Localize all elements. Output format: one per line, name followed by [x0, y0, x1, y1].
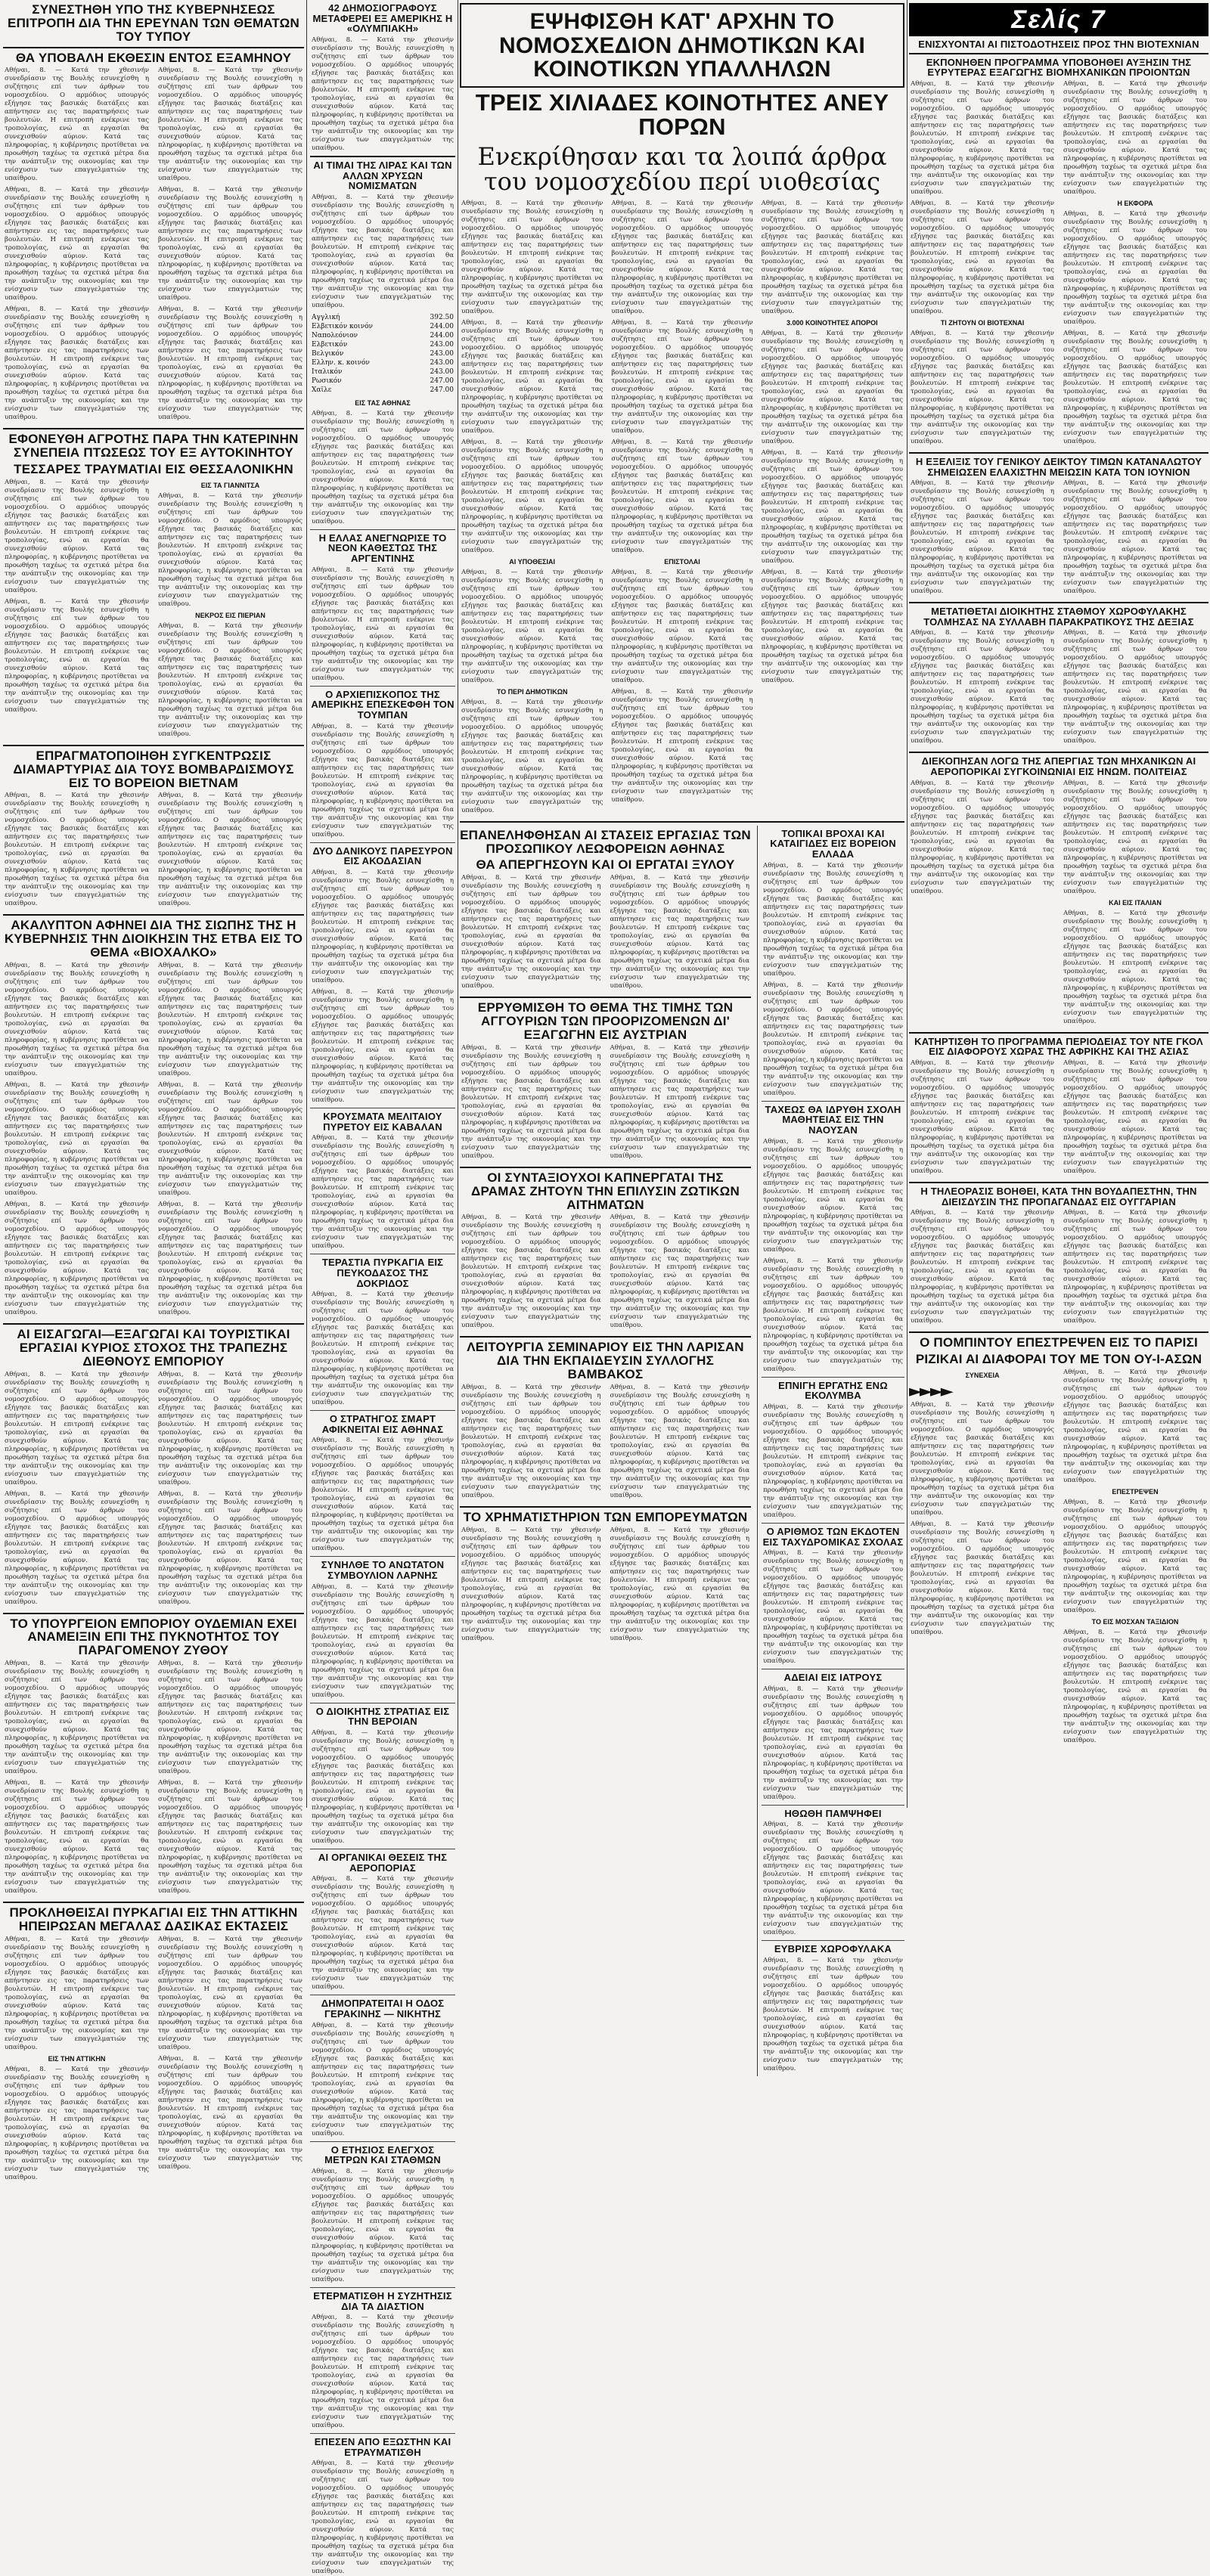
- headline-general-smart: Ο ΣΤΡΑΤΗΓΟΣ ΣΜΑΡΤ ΑΦΙΚΝΕΙΤΑΙ ΕΙΣ ΑΘΗΝΑΣ: [321, 1413, 444, 1435]
- article-text: Αθήναι, 8. — Κατά την χθεσινήν συνεδρίασιν της Βουλής εσυνεχίσθη η συζήτησις επί των άρθρων του νομοσχεδίου. Ο αρμόδιος υπουργός εξήγησε τας βασικάς διατάξεις και απήντησεν εις τας παρατηρήσεις των βουλευτών. Η επιτροπή ενέκρινε τας τροπολογίας, ενώ αι εργασίαι θα συνεχισθούν αύριον. Κατά τας πληροφορίας, η κυβέρνησις προτίθεται να προωθήση ταχέως τα σχετικά μέτρα δια την ανάπτυξιν της οικονομίας και την ενίσχυσιν των επαγγελματιών της υπαίθρου.: [312, 868, 454, 984]
- section-label: ΤΟ ΕΙΣ ΜΟΣΧΑΝ ΤΑΞΙΔΙΟΝ: [1091, 1618, 1179, 1626]
- divider: [310, 2433, 455, 2434]
- section-label: ΑΙ ΥΠΟΘΕΣΙΑΙ: [509, 557, 556, 566]
- divider: [762, 1377, 904, 1378]
- article-text: Αθήναι, 8. — Κατά την χθεσινήν συνεδρίασιν της Βουλής εσυνεχίσθη η συζήτησις επί των άρθρων του νομοσχεδίου. Ο αρμόδιος υπουργός εξήγησε τας βασικάς διατάξεις και απήντησεν εις τας παρατηρήσεις των βουλευτών. Η επιτροπή ενέκρινε τας τροπολογίας, ενώ αι εργασίαι θα συνεχισθούν αύριον. Κατά τας πληροφορίας, η κυβέρνησις προτίθεται να προωθήση ταχέως τα σχετικά μέτρα δια την ανάπτυξιν της οικονομίας και την ενίσχυσιν των επαγγελματιών της υπαίθρου.: [158, 305, 302, 422]
- article-text: Αθήναι, 8. — Κατά την χθεσινήν συνεδρίασιν της Βουλής εσυνεχίσθη η συζήτησις επί των άρθρων του νομοσχεδίου. Ο αρμόδιος υπουργός εξήγησε τας βασικάς διατάξεις και απήντησεν εις τας παρατηρήσεις των βουλευτών. Η επιτροπή ενέκρινε τας τροπολογίας, ενώ αι εργασίαι θα συνεχισθούν αύριον. Κατά τας πληροφορίας, η κυβέρνησις προτίθεται να προωθήση ταχέως τα σχετικά μέτρα δια την ανάπτυξιν της οικονομίας και την ενίσχυσιν των επαγγελματιών της υπαίθρου.: [911, 779, 1054, 895]
- article-text: Αθήναι, 8. — Κατά την χθεσινήν συνεδρίασιν της Βουλής εσυνεχίσθη η συζήτησις επί των άρθρων του νομοσχεδίου. Ο αρμόδιος υπουργός εξήγησε τας βασικάς διατάξεις και απήντησεν εις τας παρατηρήσεις των βουλευτών. Η επιτροπή ενέκρινε τας τροπολογίας, ενώ αι εργασίαι θα συνεχισθούν αύριον. Κατά τας πληροφορίας, η κυβέρνησις προτίθεται να προωθήση ταχέως τα σχετικά μέτρα δια την ανάπτυξιν της οικονομίας και την ενίσχυσιν των επαγγελματιών της υπαίθρου.: [158, 792, 302, 908]
- article-text: Αθήναι, 8. — Κατά την χθεσινήν συνεδρίασιν της Βουλής εσυνεχίσθη η συζήτησις επί των άρθρων του νομοσχεδίου. Ο αρμόδιος υπουργός εξήγησε τας βασικάς διατάξεις και απήντησεν εις τας παρατηρήσεις των βουλευτών. Η επιτροπή ενέκρινε τας τροπολογίας, ενώ αι εργασίαι θα συνεχισθούν αύριον. Κατά τας πληροφορίας, η κυβέρνησις προτίθεται να προωθήση ταχέως τα σχετικά μέτρα δια την ανάπτυξιν της οικονομίας και την ενίσχυσιν των επαγγελματιών της υπαίθρου.: [611, 199, 753, 315]
- headline-price-index: Η ΕΞΕΛΙΞΙΣ ΤΟΥ ΓΕΝΙΚΟΥ ΔΕΙΚΤΟΥ ΤΙΜΩΝ ΚΑΤΑΝΑΛΩΤΟΥ ΣΗΜΕΙΩΣΕΝ ΕΛΑΧΙΣΤΗΝ ΜΕΙΩΣΙΝ ΚΑΤΑ ΤΟΝ ΙΟΥΝΙΟΝ: [915, 455, 1202, 478]
- divider: [310, 686, 455, 687]
- headline-commodity-exchange: ΤΟ ΧΡΗΜΑΤΙΣΤΗΡΙΟΝ ΤΩΝ ΕΜΠΟΡΕΥΜΑΤΩΝ: [463, 1509, 748, 1524]
- article-text: Αθήναι, 8. — Κατά την χθεσινήν συνεδρίασιν της Βουλής εσυνεχίσθη η συζήτησις επί των άρθρων του νομοσχεδίου. Ο αρμόδιος υπουργός εξήγησε τας βασικάς διατάξεις και απήντησεν εις τας παρατηρήσεις των βουλευτών. Η επιτροπή ενέκρινε τας τροπολογίας, ενώ αι εργασίαι θα συνεχισθούν αύριον. Κατά τας πληροφορίας, η κυβέρνησις προτίθεται να προωθήση ταχέως τα σχετικά μέτρα δια την ανάπτυξιν της οικονομίας και την ενίσχυσιν των επαγγελματιών της υπαίθρου.: [5, 2065, 149, 2181]
- rate-row: [310, 386, 455, 395]
- divider: [3, 1613, 304, 1614]
- divider: [3, 47, 304, 48]
- divider: [909, 1182, 1208, 1183]
- article-text: Αθήναι, 8. — Κατά την χθεσινήν συνεδρίασιν της Βουλής εσυνεχίσθη η συζήτησις επί των άρθρων του νομοσχεδίου. Ο αρμόδιος υπουργός εξήγησε τας βασικάς διατάξεις και απήντησεν εις τας παρατηρήσεις των βουλευτών. Η επιτροπή ενέκρινε τας τροπολογίας, ενώ αι εργασίαι θα συνεχισθούν αύριον. Κατά τας πληροφορίας, η κυβέρνησις προτίθεται να προωθήση ταχέως τα σχετικά μέτρα δια την ανάπτυξιν της οικονομίας και την ενίσχυσιν των επαγγελματιών της υπαίθρου.: [158, 1935, 302, 2051]
- section-label: ΕΠΕΣΤΡΕΨΕΝ: [1112, 1488, 1159, 1496]
- subhead-injured: ΤΕΣΣΑΡΕΣ ΤΡΑΥΜΑΤΙΑΙ ΕΙΣ ΘΕΣΣΑΛΟΝΙΚΗΝ: [14, 462, 293, 477]
- article-text: Αθήναι, 8. — Κατά την χθεσινήν συνεδρίασιν της Βουλής εσυνεχίσθη η συζήτησις επί των άρθρων του νομοσχεδίου. Ο αρμόδιος υπουργός εξήγησε τας βασικάς διατάξεις και απήντησεν εις τας παρατηρήσεις των βουλευτών. Η επιτροπή ενέκρινε τας τροπολογίας, ενώ αι εργασίαι θα συνεχισθούν αύριον. Κατά τας πληροφορίας, η κυβέρνησις προτίθεται να προωθήση ταχέως τα σχετικά μέτρα δια την ανάπτυξιν της οικονομίας και την ενίσχυσιν των επαγγελματιών της υπαίθρου.: [461, 1214, 601, 1330]
- subhead-press-report: ΘΑ ΥΠΟΒΑΛΗ ΕΚΘΕΣΙΝ ΕΝΤΟΣ ΕΞΑΜΗΝΟΥ: [15, 50, 292, 65]
- section-label: ΚΑΙ ΕΙΣ ΙΤΑΛΙΑΝ: [1109, 898, 1162, 907]
- headline-television-hungary: Η ΤΗΛΕΟΡΑΣΙΣ ΒΟΗΘΕΙ, ΚΑΤΑ ΤΗΝ ΒΟΥΔΑΠΕΣΤΗΝ, ΤΗΝ ΔΙΕΙΣΔΥΣΙΝ ΤΗΣ ΠΡΟΠΑΓΑΝΔΑΣ ΕΙΣ ΟΥΓΓΑΡΙΑΝ: [920, 1186, 1197, 1207]
- section-label: 3.000 ΚΟΙΝΟΤΗΤΕΣ ΑΠΟΡΟΙ: [786, 318, 878, 327]
- article-text: Αθήναι, 8. — Κατά την χθεσινήν συνεδρίασιν της Βουλής εσυνεχίσθη η συζήτησις επί των άρθρων του νομοσχεδίου. Ο αρμόδιος υπουργός εξήγησε τας βασικάς διατάξεις και απήντησεν εις τας παρατηρήσεις των βουλευτών. Η επιτροπή ενέκρινε τας τροπολογίας, ενώ αι εργασίαι θα συνεχισθούν αύριον. Κατά τας πληροφορίας, η κυβέρνησις προτίθεται να προωθήση ταχέως τα σχετικά μέτρα δια την ανάπτυξιν της οικονομίας και την ενίσχυσιν των επαγγελματιών της υπαίθρου.: [312, 566, 454, 682]
- article-text: Αθήναι, 8. — Κατά την χθεσινήν συνεδρίασιν της Βουλής εσυνεχίσθη η συζήτησις επί των άρθρων του νομοσχεδίου. Ο αρμόδιος υπουργός εξήγησε τας βασικάς διατάξεις και απήντησεν εις τας παρατηρήσεις των βουλευτών. Η επιτροπή ενέκρινε τας τροπολογίας, ενώ αι εργασίαι θα συνεχισθούν αύριον. Κατά τας πληροφορίας, η κυβέρνησις προτίθεται να προωθήση ταχέως τα σχετικά μέτρα δια την ανάπτυξιν της οικονομίας και την ενίσχυσιν των επαγγελματιών της υπαίθρου.: [610, 874, 749, 990]
- rate-value: 247.00: [430, 377, 454, 385]
- rate-value: 243.00: [430, 367, 454, 376]
- rate-name: Αγγλική: [312, 313, 340, 321]
- divider: [460, 1336, 751, 1338]
- article-text: Αθήναι, 8. — Κατά την χθεσινήν συνεδρίασιν της Βουλής εσυνεχίσθη η συζήτησις επί των άρθρων του νομοσχεδίου. Ο αρμόδιος υπουργός εξήγησε τας βασικάς διατάξεις και απήντησεν εις τας παρατηρήσεις των βουλευτών. Η επιτροπή ενέκρινε τας τροπολογίας, ενώ αι εργασίαι θα συνεχισθούν αύριον. Κατά τας πληροφορίας, η κυβέρνησις προτίθεται να προωθήση ταχέως τα σχετικά μέτρα δια την ανάπτυξιν της οικονομίας και την ενίσχυσιν των επαγγελματιών της υπαίθρου.: [1063, 1209, 1207, 1325]
- headline-rain-storms: ΤΟΠΙΚΑΙ ΒΡΟΧΑΙ ΚΑΙ ΚΑΤΑΙΓΙΔΕΣ ΕΙΣ ΒΟΡΕΙΟΝ ΕΛΛΑΔΑ: [770, 827, 896, 860]
- rate-name: Ελβετικόν: [312, 340, 348, 349]
- article-text: Αθήναι, 8. — Κατά την χθεσινήν συνεδρίασιν της Βουλής εσυνεχίσθη η συζήτησις επί των άρθρων του νομοσχεδίου. Ο αρμόδιος υπουργός εξήγησε τας βασικάς διατάξεις και απήντησεν εις τας παρατηρήσεις των βουλευτών. Η επιτροπή ενέκρινε τας τροπολογίας, ενώ αι εργασίαι θα συνεχισθούν αύριον. Κατά τας πληροφορίας, η κυβέρνησις προτίθεται να προωθήση ταχέως τα σχετικά μέτρα δια την ανάπτυξιν της οικονομίας και την ενίσχυσιν των επαγγελματιών της υπαίθρου.: [1063, 1629, 1207, 1745]
- article-text: Αθήναι, 8. — Κατά την χθεσινήν συνεδρίασιν της Βουλής εσυνεχίσθη η συζήτησις επί των άρθρων του νομοσχεδίου. Ο αρμόδιος υπουργός εξήγησε τας βασικάς διατάξεις και απήντησεν εις τας παρατηρήσεις των βουλευτών. Η επιτροπή ενέκρινε τας τροπολογίας, ενώ αι εργασίαι θα συνεχισθούν αύριον. Κατά τας πληροφορίας, η κυβέρνησις προτίθεται να προωθήση ταχέως τα σχετικά μέτρα δια την ανάπτυξιν της οικονομίας και την ενίσχυσιν των επαγγελματιών της υπαίθρου.: [312, 1875, 454, 1992]
- headline-worker-drowned: ΕΠΝΙΓΗ ΕΡΓΑΤΗΣ ΕΝΩ ΕΚΟΛΥΜΒΑ: [778, 1379, 888, 1402]
- article-text: Αθήναι, 8. — Κατά την χθεσινήν συνεδρίασιν της Βουλής εσυνεχίσθη η συζήτησις επί των άρθρων του νομοσχεδίου. Ο αρμόδιος υπουργός εξήγησε τας βασικάς διατάξεις και απήντησεν εις τας παρατηρήσεις των βουλευτών. Η επιτροπή ενέκρινε τας τροπολογίας, ενώ αι εργασίαι θα συνεχισθούν αύριον. Κατά τας πληροφορίας, η κυβέρνησις προτίθεται να προωθήση ταχέως τα σχετικά μέτρα δια την ανάπτυξιν της οικονομίας και την ενίσχυσιν των επαγγελματιών της υπαίθρου.: [1063, 779, 1207, 895]
- divider: [762, 1805, 904, 1806]
- article-text: Αθήναι, 8. — Κατά την χθεσινήν συνεδρίασιν της Βουλής εσυνεχίσθη η συζήτησις επί των άρθρων του νομοσχεδίου. Ο αρμόδιος υπουργός εξήγησε τας βασικάς διατάξεις και απήντησεν εις τας παρατηρήσεις των βουλευτών. Η επιτροπή ενέκρινε τας τροπολογίας, ενώ αι εργασίαι θα συνεχισθούν αύριον. Κατά τας πληροφορίας, η κυβέρνησις προτίθεται να προωθήση ταχέως τα σχετικά μέτρα δια την ανάπτυξιν της οικονομίας και την ενίσχυσιν των επαγγελματιών της υπαίθρου.: [5, 1660, 149, 1776]
- article-text: Αθήναι, 8. — Κατά την χθεσινήν συνεδρίασιν της Βουλής εσυνεχίσθη η συζήτησις επί των άρθρων του νομοσχεδίου. Ο αρμόδιος υπουργός εξήγησε τας βασικάς διατάξεις και απήντησεν εις τας παρατηρήσεις των βουλευτών. Η επιτροπή ενέκρινε τας τροπολογίας, ενώ αι εργασίαι θα συνεχισθούν αύριον. Κατά τας πληροφορίας, η κυβέρνησις προτίθεται να προωθήση ταχέως τα σχετικά μέτρα δια την ανάπτυξιν της οικονομίας και την ενίσχυσιν των επαγγελματιών της υπαίθρου.: [461, 438, 603, 554]
- divider: [460, 997, 751, 998]
- article-text: Αθήναι, 8. — Κατά την χθεσινήν συνεδρίασιν της Βουλής εσυνεχίσθη η συζήτησις επί των άρθρων του νομοσχεδίου. Ο αρμόδιος υπουργός εξήγησε τας βασικάς διατάξεις και απήντησεν εις τας παρατηρήσεις των βουλευτών. Η επιτροπή ενέκρινε τας τροπολογίας, ενώ αι εργασίαι θα συνεχισθούν αύριον. Κατά τας πληροφορίας, η κυβέρνησις προτίθεται να προωθήση ταχέως τα σχετικά μέτρα δια την ανάπτυξιν της οικονομίας και την ενίσχυσιν των επαγγελματιών της υπαίθρου.: [611, 438, 753, 554]
- section-label: ΤΙ ΖΗΤΟΥΝ ΟΙ ΒΙΟΤΕΧΝΑΙ: [940, 318, 1025, 327]
- divider: [762, 1101, 904, 1102]
- article-text: Αθήναι, 8. — Κατά την χθεσινήν συνεδρίασιν της Βουλής εσυνεχίσθη η συζήτησις επί των άρθρων του νομοσχεδίου. Ο αρμόδιος υπουργός εξήγησε τας βασικάς διατάξεις και απήντησεν εις τας παρατηρήσεις των βουλευτών. Η επιτροπή ενέκρινε τας τροπολογίας, ενώ αι εργασίαι θα συνεχισθούν αύριον. Κατά τας πληροφορίας, η κυβέρνησις προτίθεται να προωθήση ταχέως τα σχετικά μέτρα δια την ανάπτυξιν της οικονομίας και την ενίσχυσιν των επαγγελματιών της υπαίθρου.: [1063, 909, 1207, 1025]
- subhead-export-program: ΕΚΠΟΝΗΘΕΝ ΠΡΟΓΡΑΜΜΑ ΥΠΟΒΟΗΘΕΙ ΑΥΞΗΣΙΝ ΤΗΣ ΕΥΡΥΤΕΡΑΣ ΕΞΑΓΩΓΗΣ ΒΙΟΜΗΧΑΝΙΚΩΝ ΠΡΟΙΟΝΤΩΝ: [926, 56, 1192, 79]
- article-text: Αθήναι, 8. — Κατά την χθεσινήν συνεδρίασιν της Βουλής εσυνεχίσθη η συζήτησις επί των άρθρων του νομοσχεδίου. Ο αρμόδιος υπουργός εξήγησε τας βασικάς διατάξεις και απήντησεν εις τας παρατηρήσεις των βουλευτών. Η επιτροπή ενέκρινε τας τροπολογίας, ενώ αι εργασίαι θα συνεχισθούν αύριον. Κατά τας πληροφορίας, η κυβέρνησις προτίθεται να προωθήση ταχέως τα σχετικά μέτρα δια την ανάπτυξιν της οικονομίας και την ενίσχυσιν των επαγγελματιών της υπαίθρου.: [5, 305, 149, 422]
- headline-road-auction: ΔΗΜΟΠΡΑΤΕΙΤΑΙ Η ΟΔΟΣ ΓΕΡΑΚΙΝΗΣ — ΝΙΚΗΤΗΣ: [321, 1998, 445, 2020]
- headline-veria: Ο ΔΙΟΙΚΗΤΗΣ ΣΤΡΑΤΙΑΣ ΕΙΣ ΤΗΝ ΒΕΡΟΙΑΝ: [315, 1705, 450, 1728]
- article-text: Αθήναι, 8. — Κατά την χθεσινήν συνεδρίασιν της Βουλής εσυνεχίσθη η συζήτησις επί των άρθρων του νομοσχεδίου. Ο αρμόδιος υπουργός εξήγησε τας βασικάς διατάξεις και απήντησεν εις τας παρατηρήσεις των βουλευτών. Η επιτροπή ενέκρινε τας τροπολογίας, ενώ αι εργασίαι θα συνεχισθούν αύριον. Κατά τας πληροφορίας, η κυβέρνησις προτίθεται να προωθήση ταχέως τα σχετικά μέτρα δια την ανάπτυξιν της οικονομίας και την ενίσχυσιν των επαγγελματιών της υπαίθρου.: [461, 1043, 601, 1160]
- article-text: Αθήναι, 8. — Κατά την χθεσινήν συνεδρίασιν της Βουλής εσυνεχίσθη η συζήτησις επί των άρθρων του νομοσχεδίου. Ο αρμόδιος υπουργός εξήγησε τας βασικάς διατάξεις και απήντησεν εις τας παρατηρήσεις των βουλευτών. Η επιτροπή ενέκρινε τας τροπολογίας, ενώ αι εργασίαι θα συνεχισθούν αύριον. Κατά τας πληροφορίας, η κυβέρνησις προτίθεται να προωθήση ταχέως τα σχετικά μέτρα δια την ανάπτυξιν της οικονομίας και την ενίσχυσιν των επαγγελματιών της υπαίθρου.: [312, 2167, 454, 2283]
- article-text: Αθήναι, 8. — Κατά την χθεσινήν συνεδρίασιν της Βουλής εσυνεχίσθη η συζήτησις επί των άρθρων του νομοσχεδίου. Ο αρμόδιος υπουργός εξήγησε τας βασικάς διατάξεις και απήντησεν εις τας παρατηρήσεις των βουλευτών. Η επιτροπή ενέκρινε τας τροπολογίας, ενώ αι εργασίαι θα συνεχισθούν αύριον. Κατά τας πληροφορίας, η κυβέρνησις προτίθεται να προωθήση ταχέως τα σχετικά μέτρα δια την ανάπτυξιν της οικονομίας και την ενίσχυσιν των επαγγελματιών της υπαίθρου.: [312, 1291, 454, 1407]
- section-label: ΝΕΚΡΟΣ ΕΙΣ ΠΙΕΡΙΑΝ: [195, 611, 265, 619]
- article-text: Αθήναι, 8. — Κατά την χθεσινήν συνεδρίασιν της Βουλής εσυνεχίσθη η συζήτησις επί των άρθρων του νομοσχεδίου. Ο αρμόδιος υπουργός εξήγησε τας βασικάς διατάξεις και απήντησεν εις τας παρατηρήσεις των βουλευτών. Η επιτροπή ενέκρινε τας τροπολογίας, ενώ αι εργασίαι θα συνεχισθούν αύριον. Κατά τας πληροφορίας, η κυβέρνησις προτίθεται να προωθήση ταχέως τα σχετικά μέτρα δια την ανάπτυξιν της οικονομίας και την ενίσχυσιν των επαγγελματιών της υπαίθρου.: [1063, 329, 1207, 445]
- divider: [909, 602, 1208, 603]
- article-text: Αθήναι, 8. — Κατά την χθεσινήν συνεδρίασιν της Βουλής εσυνεχίσθη η συζήτησις επί των άρθρων του νομοσχεδίου. Ο αρμόδιος υπουργός εξήγησε τας βασικάς διατάξεις και απήντησεν εις τας παρατηρήσεις των βουλευτών. Η επιτροπή ενέκρινε τας τροπολογίας, ενώ αι εργασίαι θα συνεχισθούν αύριον. Κατά τας πληροφορίας, η κυβέρνησις προτίθεται να προωθήση ταχέως τα σχετικά μέτρα δια την ανάπτυξιν της οικονομίας και την ενίσχυσιν των επαγγελματιών της υπαίθρου.: [461, 874, 601, 990]
- headline-etba-viochalko: ΑΚΑΛΥΠΤΟΝ ΑΦΗΝΕΙ ΔΙΑ ΤΗΣ ΣΙΩΠΗΣ ΤΗΣ Η ΚΥΒΕΡΝΗΣΙΣ ΤΗΝ ΔΙΟΙΚΗΣΙΝ ΤΗΣ ΕΤΒΑ ΕΙΣ ΤΟ ΘΕΜΑ «ΒΙΟΧΑΛΚΟ»: [4, 918, 303, 960]
- article-text: Αθήναι, 8. — Κατά την χθεσινήν συνεδρίασιν της Βουλής εσυνεχίσθη η συζήτησις επί των άρθρων του νομοσχεδίου. Ο αρμόδιος υπουργός εξήγησε τας βασικάς διατάξεις και απήντησεν εις τας παρατηρήσεις των βουλευτών. Η επιτροπή ενέκρινε τας τροπολογίας, ενώ αι εργασίαι θα συνεχισθούν αύριον. Κατά τας πληροφορίας, η κυβέρνησις προτίθεται να προωθήση ταχέως τα σχετικά μέτρα δια την ανάπτυξιν της οικονομίας και την ενίσχυσιν των επαγγελματιών της υπαίθρου.: [158, 1779, 302, 1896]
- article-text: Αθήναι, 8. — Κατά την χθεσινήν συνεδρίασιν της Βουλής εσυνεχίσθη η συζήτησις επί των άρθρων του νομοσχεδίου. Ο αρμόδιος υπουργός εξήγησε τας βασικάς διατάξεις και απήντησεν εις τας παρατηρήσεις των βουλευτών. Η επιτροπή ενέκρινε τας τροπολογίας, ενώ αι εργασίαι θα συνεχισθούν αύριον. Κατά τας πληροφορίας, η κυβέρνησις προτίθεται να προωθήση ταχέως τα σχετικά μέτρα δια την ανάπτυξιν της οικονομίας και την ενίσχυσιν των επαγγελματιών της υπαίθρου.: [610, 1526, 749, 1642]
- article-text: Αθήναι, 8. — Κατά την χθεσινήν συνεδρίασιν της Βουλής εσυνεχίσθη η συζήτησις επί των άρθρων του νομοσχεδίου. Ο αρμόδιος υπουργός εξήγησε τας βασικάς διατάξεις και απήντησεν εις τας παρατηρήσεις των βουλευτών. Η επιτροπή ενέκρινε τας τροπολογίας, ενώ αι εργασίαι θα συνεχισθούν αύριον. Κατά τας πληροφορίας, η κυβέρνησις προτίθεται να προωθήση ταχέως τα σχετικά μέτρα δια την ανάπτυξιν της οικονομίας και την ενίσχυσιν των επαγγελματιών της υπαίθρου.: [312, 722, 454, 839]
- article-text: Αθήναι, 8. — Κατά την χθεσινήν συνεδρίασιν της Βουλής εσυνεχίσθη η συζήτησις επί των άρθρων του νομοσχεδίου. Ο αρμόδιος υπουργός εξήγησε τας βασικάς διατάξεις και απήντησεν εις τας παρατηρήσεις των βουλευτών. Η επιτροπή ενέκρινε τας τροπολογίας, ενώ αι εργασίαι θα συνεχισθούν αύριον. Κατά τας πληροφορίας, η κυβέρνησις προτίθεται να προωθήση ταχέως τα σχετικά μέτρα δια την ανάπτυξιν της οικονομίας και την ενίσχυσιν των επαγγελματιών της υπαίθρου.: [911, 79, 1054, 196]
- rate-name: Ελβετικόν κοινόν: [312, 322, 373, 330]
- article-text: Αθήναι, 8. — Κατά την χθεσινήν συνεδρίασιν της Βουλής εσυνεχίσθη η συζήτησις επί των άρθρων του νομοσχεδίου. Ο αρμόδιος υπουργός εξήγησε τας βασικάς διατάξεις και απήντησεν εις τας παρατηρήσεις των βουλευτών. Η επιτροπή ενέκρινε τας τροπολογίας, ενώ αι εργασίαι θα συνεχισθούν αύριον. Κατά τας πληροφορίας, η κυβέρνησις προτίθεται να προωθήση ταχέως τα σχετικά μέτρα δια την ανάπτυξιν της οικονομίας και την ενίσχυσιν των επαγγελματιών της υπαίθρου.: [911, 329, 1054, 445]
- divider: [310, 156, 455, 157]
- headline-argentina: Η ΕΛΛΑΣ ΑΝΕΓΝΩΡΙΣΕ ΤΟ ΝΕΟΝ ΚΑΘΕΣΤΩΣ ΤΗΣ ΑΡΓΕΝΤΙΝΗΣ: [318, 532, 447, 565]
- headline-vietnam-protest: ΕΠΡΑΓΜΑΤΟΠΟΙΗΘΗ ΣΥΓΚΕΝΤΡΩΣΙΣ ΔΙΑΜΑΡΤΥΡΙΑΣ ΔΙΑ ΤΟΥΣ ΒΟΜΒΑΡΔΙΣΜΟΥΣ ΕΙΣ ΤΟ ΒΟΡΕΙΟΝ ΒΙΕΤΝΑΜ: [13, 748, 294, 790]
- rate-value: 243.00: [430, 340, 454, 349]
- article-text: Αθήναι, 8. — Κατά την χθεσινήν συνεδρίασιν της Βουλής εσυνεχίσθη η συζήτησις επί των άρθρων του νομοσχεδίου. Ο αρμόδιος υπουργός εξήγησε τας βασικάς διατάξεις και απήντησεν εις τας παρατηρήσεις των βουλευτών. Η επιτροπή ενέκρινε τας τροπολογίας, ενώ αι εργασίαι θα συνεχισθούν αύριον. Κατά τας πληροφορίας, η κυβέρνησις προτίθεται να προωθήση ταχέως τα σχετικά μέτρα δια την ανάπτυξιν της οικονομίας και την ενίσχυσιν των επαγγελματιών της υπαίθρου.: [763, 1957, 903, 2073]
- article-text: Αθήναι, 8. — Κατά την χθεσινήν συνεδρίασιν της Βουλής εσυνεχίσθη η συζήτησις επί των άρθρων του νομοσχεδίου. Ο αρμόδιος υπουργός εξήγησε τας βασικάς διατάξεις και απήντησεν εις τας παρατηρήσεις των βουλευτών. Η επιτροπή ενέκρινε τας τροπολογίας, ενώ αι εργασίαι θα συνεχισθούν αύριον. Κατά τας πληροφορίας, η κυβέρνησις προτίθεται να προωθήση ταχέως τα σχετικά μέτρα δια την ανάπτυξιν της οικονομίας και την ενίσχυσιν των επαγγελματιών της υπαίθρου.: [611, 318, 753, 435]
- column-rule: [907, 0, 908, 1808]
- article-text: Αθήναι, 8. — Κατά την χθεσινήν συνεδρίασιν της Βουλής εσυνεχίσθη η συζήτησις επί των άρθρων του νομοσχεδίου. Ο αρμόδιος υπουργός εξήγησε τας βασικάς διατάξεις και απήντησεν εις τας παρατηρήσεις των βουλευτών. Η επιτροπή ενέκρινε τας τροπολογίας, ενώ αι εργασίαι θα συνεχισθούν αύριον. Κατά τας πληροφορίας, η κυβέρνησις προτίθεται να προωθήση ταχέως τα σχετικά μέτρα δια την ανάπτυξιν της οικονομίας και την ενίσχυσιν των επαγγελματιών της υπαίθρου.: [5, 961, 149, 1077]
- article-text: Αθήναι, 8. — Κατά την χθεσινήν συνεδρίασιν της Βουλής εσυνεχίσθη η συζήτησις επί των άρθρων του νομοσχεδίου. Ο αρμόδιος υπουργός εξήγησε τας βασικάς διατάξεις και απήντησεν εις τας παρατηρήσεις των βουλευτών. Η επιτροπή ενέκρινε τας τροπολογίας, ενώ αι εργασίαι θα συνεχισθούν αύριον. Κατά τας πληροφορίας, η κυβέρνησις προτίθεται να προωθήση ταχέως τα σχετικά μέτρα δια την ανάπτυξιν της οικονομίας και την ενίσχυσιν των επαγγελματιών της υπαίθρου.: [158, 622, 302, 738]
- subhead-wood-workers: ΘΑ ΑΠΕΡΓΗΣΟΥΝ ΚΑΙ ΟΙ ΕΡΓΑΤΑΙ ΞΥΛΟΥ: [476, 857, 735, 873]
- headline-discussion-end: ΕΤΕΡΜΑΤΙΣΘΗ Η ΣΥΖΗΤΗΣΙΣ ΔΙΑ ΤΑ ΔΙΑΣΤΙΟΝ: [313, 2289, 452, 2312]
- article-text: Αθήναι, 8. — Κατά την χθεσινήν συνεδρίασιν της Βουλής εσυνεχίσθη η συζήτησις επί των άρθρων του νομοσχεδίου. Ο αρμόδιος υπουργός εξήγησε τας βασικάς διατάξεις και απήντησεν εις τας παρατηρήσεις των βουλευτών. Η επιτροπή ενέκρινε τας τροπολογίας, ενώ αι εργασίαι θα συνεχισθούν αύριον. Κατά τας πληροφορίας, η κυβέρνησις προτίθεται να προωθήση ταχέως τα σχετικά μέτρα δια την ανάπτυξιν της οικονομίας και την ενίσχυσιν των επαγγελματιών της υπαίθρου.: [761, 568, 903, 684]
- article-text: Αθήναι, 8. — Κατά την χθεσινήν συνεδρίασιν της Βουλής εσυνεχίσθη η συζήτησις επί των άρθρων του νομοσχεδίου. Ο αρμόδιος υπουργός εξήγησε τας βασικάς διατάξεις και απήντησεν εις τας παρατηρήσεις των βουλευτών. Η επιτροπή ενέκρινε τας τροπολογίας, ενώ αι εργασίαι θα συνεχισθούν αύριον. Κατά τας πληροφορίας, η κυβέρνησις προτίθεται να προωθήση ταχέως τα σχετικά μέτρα δια την ανάπτυξιν της οικονομίας και την ενίσχυσιν των επαγγελματιών της υπαίθρου.: [763, 1403, 903, 1519]
- headline-danes: ΔΥΟ ΔΑΝΙΚΟΥΣ ΠΑΡΕΣΥΡΟΝ ΕΙΣ ΑΚΟΔΑΣΙΑΝ: [312, 845, 453, 867]
- article-text: Αθήναι, 8. — Κατά την χθεσινήν συνεδρίασιν της Βουλής εσυνεχίσθη η συζήτησις επί των άρθρων του νομοσχεδίου. Ο αρμόδιος υπουργός εξήγησε τας βασικάς διατάξεις και απήντησεν εις τας παρατηρήσεις των βουλευτών. Η επιτροπή ενέκρινε τας τροπολογίας, ενώ αι εργασίαι θα συνεχισθούν αύριον. Κατά τας πληροφορίας, η κυβέρνησις προτίθεται να προωθήση ταχέως τα σχετικά μέτρα δια την ανάπτυξιν της οικονομίας και την ενίσχυσιν των επαγγελματιών της υπαίθρου.: [1063, 79, 1207, 196]
- headline-doctor-leave: ΑΔΕΙΑΙ ΕΙΣ ΙΑΤΡΟΥΣ: [783, 1672, 883, 1684]
- article-text: Αθήναι, 8. — Κατά την χθεσινήν συνεδρίασιν της Βουλής εσυνεχίσθη η συζήτησις επί των άρθρων του νομοσχεδίου. Ο αρμόδιος υπουργός εξήγησε τας βασικάς διατάξεις και απήντησεν εις τας παρατηρήσεις των βουλευτών. Η επιτροπή ενέκρινε τας τροπολογίας, ενώ αι εργασίαι θα συνεχισθούν αύριον. Κατά τας πληροφορίας, η κυβέρνησις προτίθεται να προωθήση ταχέως τα σχετικά μέτρα δια την ανάπτυξιν της οικονομίας και την ενίσχυσιν των επαγγελματιών της υπαίθρου.: [461, 568, 603, 684]
- section-label: ΕΙΣ ΤΗΝ ΑΤΤΙΚΗΝ: [48, 2054, 106, 2063]
- headline-balcony-fall: ΕΠΕΣΕΝ ΑΠΟ ΕΞΩΣΤΗΝ ΚΑΙ ΕΤΡΑΥΜΑΤΙΣΘΗ: [314, 2436, 451, 2458]
- headline-archbishop: Ο ΑΡΧΙΕΠΙΣΚΟΠΟΣ ΤΗΣ ΑΜΕΡΙΚΗΣ ΕΠΕΣΚΕΦΘΗ ΤΟΝ ΤΟΥΜΠΑΝ: [311, 688, 455, 721]
- headline-craft-credit: ΕΝΙΣΧΥΟΝΤΑΙ ΑΙ ΠΙΣΤΟΔΟΤΗΣΕΙΣ ΠΡΟΣ ΤΗΝ ΒΙΟΤΕΧΝΙΑΝ: [918, 39, 1199, 50]
- article-text: Αθήναι, 8. — Κατά την χθεσινήν συνεδρίασιν της Βουλής εσυνεχίσθη η συζήτησις επί των άρθρων του νομοσχεδίου. Ο αρμόδιος υπουργός εξήγησε τας βασικάς διατάξεις και απήντησεν εις τας παρατηρήσεις των βουλευτών. Η επιτροπή ενέκρινε τας τροπολογίας, ενώ αι εργασίαι θα συνεχισθούν αύριον. Κατά τας πληροφορίας, η κυβέρνησις προτίθεται να προωθήση ταχέως τα σχετικά μέτρα δια την ανάπτυξιν της οικονομίας και την ενίσχυσιν των επαγγελματιών της υπαίθρου.: [5, 1779, 149, 1896]
- divider: [3, 1323, 304, 1325]
- article-text: Αθήναι, 8. — Κατά την χθεσινήν συνεδρίασιν της Βουλής εσυνεχίσθη η συζήτησις επί των άρθρων του νομοσχεδίου. Ο αρμόδιος υπουργός εξήγησε τας βασικάς διατάξεις και απήντησεν εις τας παρατηρήσεις των βουλευτών. Η επιτροπή ενέκρινε τας τροπολογίας, ενώ αι εργασίαι θα συνεχισθούν αύριον. Κατά τας πληροφορίας, η κυβέρνησις προτίθεται να προωθήση ταχέως τα σχετικά μέτρα δια την ανάπτυξιν της οικονομίας και την ενίσχυσιν των επαγγελματιών της υπαίθρου.: [610, 1383, 749, 1499]
- article-text: Αθήναι, 8. — Κατά την χθεσινήν συνεδρίασιν της Βουλής εσυνεχίσθη η συζήτησις επί των άρθρων του νομοσχεδίου. Ο αρμόδιος υπουργός εξήγησε τας βασικάς διατάξεις και απήντησεν εις τας παρατηρήσεις των βουλευτών. Η επιτροπή ενέκρινε τας τροπολογίας, ενώ αι εργασίαι θα συνεχισθούν αύριον. Κατά τας πληροφορίας, η κυβέρνησις προτίθεται να προωθήση ταχέως τα σχετικά μέτρα δια την ανάπτυξιν της οικονομίας και την ενίσχυσιν των επαγγελματιών της υπαίθρου.: [1063, 1059, 1207, 1176]
- divider: [909, 452, 1208, 454]
- rate-value: 247.00: [430, 386, 454, 394]
- headline-fever-kavala: ΚΡΟΥΣΜΑΤΑ ΜΕΛΙΤΑΙΟΥ ΠΥΡΕΤΟΥ ΕΙΣ ΚΑΒΑΛΑΝ: [323, 1110, 442, 1133]
- headline-gendarmerie-commander: ΜΕΤΑΤΙΘΕΤΑΙ ΔΙΟΙΚΗΤΗΣ ΣΤΑΘΜΟΥ ΧΩΡΟΦΥΛΑΚΗΣ ΤΟΛΜΗΣΑΣ ΝΑ ΣΥΛΛΑΒΗ ΠΑΡΑΚΡΑΤΙΚΟΥΣ ΤΗΣ ΔΕΞΙΑΣ: [923, 606, 1194, 628]
- divider: [762, 1523, 904, 1524]
- article-text: Αθήναι, 8. — Κατά την χθεσινήν συνεδρίασιν της Βουλής εσυνεχίσθη η συζήτησις επί των άρθρων του νομοσχεδίου. Ο αρμόδιος υπουργός εξήγησε τας βασικάς διατάξεις και απήντησεν εις τας παρατηρήσεις των βουλευτών. Η επιτροπή ενέκρινε τας τροπολογίας, ενώ αι εργασίαι θα συνεχισθούν αύριον. Κατά τας πληροφορίας, η κυβέρνησις προτίθεται να προωθήση ταχέως τα σχετικά μέτρα δια την ανάπτυξιν της οικονομίας και την ενίσχυσιν των επαγγελματιών της υπαίθρου.: [5, 67, 149, 183]
- article-text: Αθήναι, 8. — Κατά την χθεσινήν συνεδρίασιν της Βουλής εσυνεχίσθη η συζήτησις επί των άρθρων του νομοσχεδίου. Ο αρμόδιος υπουργός εξήγησε τας βασικάς διατάξεις και απήντησεν εις τας παρατηρήσεις των βουλευτών. Η επιτροπή ενέκρινε τας τροπολογίας, ενώ αι εργασίαι θα συνεχισθούν αύριον. Κατά τας πληροφορίας, η κυβέρνησις προτίθεται να προωθήση ταχέως τα σχετικά μέτρα δια την ανάπτυξιν της οικονομίας και την ενίσχυσιν των επαγγελματιών της υπαίθρου.: [761, 448, 903, 565]
- divider: [310, 842, 455, 843]
- article-text: Αθήναι, 8. — Κατά την χθεσινήν συνεδρίασιν της Βουλής εσυνεχίσθη η συζήτησις επί των άρθρων του νομοσχεδίου. Ο αρμόδιος υπουργός εξήγησε τας βασικάς διατάξεις και απήντησεν εις τας παρατηρήσεις των βουλευτών. Η επιτροπή ενέκρινε τας τροπολογίας, ενώ αι εργασίαι θα συνεχισθούν αύριον. Κατά τας πληροφορίας, η κυβέρνησις προτίθεται να προωθήση ταχέως τα σχετικά μέτρα δια την ανάπτυξιν της οικονομίας και την ενίσχυσιν των επαγγελματιών της υπαίθρου.: [763, 1821, 903, 1937]
- headline-naousa-school: ΤΑΧΕΩΣ ΘΑ ΙΔΡΥΘΗ ΣΧΟΛΗ ΜΑΘΗΤΕΙΑΣ ΕΙΣ ΤΗΝ ΝΑΟΥΣΑΝ: [765, 1103, 901, 1136]
- section-label: ΣΥΝΕΧΕΙΑ: [965, 1372, 1000, 1380]
- divider: [310, 2287, 455, 2288]
- rate-value: 244.00: [430, 331, 454, 339]
- rate-value: 243.00: [430, 349, 454, 358]
- article-text: Αθήναι, 8. — Κατά την χθεσινήν συνεδρίασιν της Βουλής εσυνεχίσθη η συζήτησις επί των άρθρων του νομοσχεδίου. Ο αρμόδιος υπουργός εξήγησε τας βασικάς διατάξεις και απήντησεν εις τας παρατηρήσεις των βουλευτών. Η επιτροπή ενέκρινε τας τροπολογίας, ενώ αι εργασίαι θα συνεχισθούν αύριον. Κατά τας πληροφορίας, η κυβέρνησις προτίθεται να προωθήση ταχέως τα σχετικά μέτρα δια την ανάπτυξιν της οικονομίας και την ενίσχυσιν των επαγγελματιών της υπαίθρου.: [312, 36, 454, 152]
- article-text: Αθήναι, 8. — Κατά την χθεσινήν συνεδρίασιν της Βουλής εσυνεχίσθη η συζήτησις επί των άρθρων του νομοσχεδίου. Ο αρμόδιος υπουργός εξήγησε τας βασικάς διατάξεις και απήντησεν εις τας παρατηρήσεις των βουλευτών. Η επιτροπή ενέκρινε τας τροπολογίας, ενώ αι εργασίαι θα συνεχισθούν αύριον. Κατά τας πληροφορίας, η κυβέρνησις προτίθεται να προωθήση ταχέως τα σχετικά μέτρα δια την ανάπτυξιν της οικονομίας και την ενίσχυσιν των επαγγελματιών της υπαίθρου.: [1063, 629, 1207, 746]
- headline-communities: ΤΡΕΙΣ ΧΙΛΙΑΔΕΣ ΚΟΙΝΟΤΗΤΕΣ ΑΝΕΥ ΠΟΡΩΝ: [475, 88, 889, 141]
- divider: [3, 914, 304, 916]
- divider: [310, 529, 455, 530]
- article-text: Αθήναι, 8. — Κατά την χθεσινήν συνεδρίασιν της Βουλής εσυνεχίσθη η συζήτησις επί των άρθρων του νομοσχεδίου. Ο αρμόδιος υπουργός εξήγησε τας βασικάς διατάξεις και απήντησεν εις τας παρατηρήσεις των βουλευτών. Η επιτροπή ενέκρινε τας τροπολογίας, ενώ αι εργασίαι θα συνεχισθούν αύριον. Κατά τας πληροφορίας, η κυβέρνησις προτίθεται να προωθήση ταχέως τα σχετικά μέτρα δια την ανάπτυξιν της οικονομίας και την ενίσχυσιν των επαγγελματιών της υπαίθρου.: [312, 2021, 454, 2137]
- article-text: Αθήναι, 8. — Κατά την χθεσινήν συνεδρίασιν της Βουλής εσυνεχίσθη η συζήτησις επί των άρθρων του νομοσχεδίου. Ο αρμόδιος υπουργός εξήγησε τας βασικάς διατάξεις και απήντησεν εις τας παρατηρήσεις των βουλευτών. Η επιτροπή ενέκρινε τας τροπολογίας, ενώ αι εργασίαι θα συνεχισθούν αύριον. Κατά τας πληροφορίας, η κυβέρνησις προτίθεται να προωθήση ταχέως τα σχετικά μέτρα δια την ανάπτυξιν της οικονομίας και την ενίσχυσιν των επαγγελματιών της υπαίθρου.: [911, 1520, 1054, 1637]
- section-label: ΕΙΣ ΤΑ ΓΙΑΝΝΙΤΣΑ: [200, 481, 260, 489]
- article-text: Αθήναι, 8. — Κατά την χθεσινήν συνεδρίασιν της Βουλής εσυνεχίσθη η συζήτησις επί των άρθρων του νομοσχεδίου. Ο αρμόδιος υπουργός εξήγησε τας βασικάς διατάξεις και απήντησεν εις τας παρατηρήσεις των βουλευτών. Η επιτροπή ενέκρινε τας τροπολογίας, ενώ αι εργασίαι θα συνεχισθούν αύριον. Κατά τας πληροφορίας, η κυβέρνησις προτίθεται να προωθήση ταχέως τα σχετικά μέτρα δια την ανάπτυξιν της οικονομίας και την ενίσχυσιν των επαγγελματιών της υπαίθρου.: [312, 1729, 454, 1846]
- rate-row: [310, 313, 455, 322]
- rate-value: 392.50: [430, 313, 454, 321]
- headline-pompidou-returned: Ο ΠΟΜΠΙΝΤΟΥ ΕΠΕΣΤΡΕΨΕΝ ΕΙΣ ΤΟ ΠΑΡΙΣΙ: [920, 1335, 1198, 1350]
- headline-trade-bank: ΑΙ ΕΙΣΑΓΩΓΑΙ—ΕΞΑΓΩΓΑΙ ΚΑΙ ΤΟΥΡΙΣΤΙΚΑΙ ΕΡΓΑΣΙΑΙ ΚΥΡΙΟΣ ΣΤΟΧΟΣ ΤΗΣ ΤΡΑΠΕΖΗΣ ΔΙΕΘΝΟΥΣ ΕΜΠΟΡΙΟΥ: [17, 1326, 290, 1369]
- headline-air-force: ΑΙ ΟΡΓΑΝΙΚΑΙ ΘΕΣΕΙΣ ΤΗΣ ΑΕΡΟΠΟΡΙΑΣ: [318, 1852, 448, 1874]
- rate-name: Ναπολεόνιον: [312, 331, 358, 339]
- article-text: Αθήναι, 8. — Κατά την χθεσινήν συνεδρίασιν της Βουλής εσυνεχίσθη η συζήτησις επί των άρθρων του νομοσχεδίου. Ο αρμόδιος υπουργός εξήγησε τας βασικάς διατάξεις και απήντησεν εις τας παρατηρήσεις των βουλευτών. Η επιτροπή ενέκρινε τας τροπολογίας, ενώ αι εργασίαι θα συνεχισθούν αύριον. Κατά τας πληροφορίας, η κυβέρνησις προτίθεται να προωθήση ταχέως τα σχετικά μέτρα δια την ανάπτυξιν της οικονομίας και την ενίσχυσιν των επαγγελματιών της υπαίθρου.: [911, 629, 1054, 746]
- article-text: Αθήναι, 8. — Κατά την χθεσινήν συνεδρίασιν της Βουλής εσυνεχίσθη η συζήτησις επί των άρθρων του νομοσχεδίου. Ο αρμόδιος υπουργός εξήγησε τας βασικάς διατάξεις και απήντησεν εις τας παρατηρήσεις των βουλευτών. Η επιτροπή ενέκρινε τας τροπολογίας, ενώ αι εργασίαι θα συνεχισθούν αύριον. Κατά τας πληροφορίας, η κυβέρνησις προτίθεται να προωθήση ταχέως τα σχετικά μέτρα δια την ανάπτυξιν της οικονομίας και την ενίσχυσιν των επαγγελματιών της υπαίθρου.: [312, 2314, 454, 2430]
- rate-row: [310, 340, 455, 349]
- article-text: Αθήναι, 8. — Κατά την χθεσινήν συνεδρίασιν της Βουλής εσυνεχίσθη η συζήτησις επί των άρθρων του νομοσχεδίου. Ο αρμόδιος υπουργός εξήγησε τας βασικάς διατάξεις και απήντησεν εις τας παρατηρήσεις των βουλευτών. Η επιτροπή ενέκρινε τας τροπολογίας, ενώ αι εργασίαι θα συνεχισθούν αύριον. Κατά τας πληροφορίας, η κυβέρνησις προτίθεται να προωθήση ταχέως τα σχετικά μέτρα δια την ανάπτυξιν της οικονομίας και την ενίσχυσιν των επαγγελματιών της υπαίθρου.: [158, 1660, 302, 1776]
- rate-name: Βελγικόν: [312, 349, 344, 358]
- headline-journalists: 42 ΔΗΜΟΣΙΟΓΡΑΦΟΥΣ ΜΕΤΑΦΕΡΕΙ ΕΞ ΑΜΕΡΙΚΗΣ Η «ΟΛΥΜΠΙΑΚΗ»: [312, 2, 453, 35]
- article-text: Αθήναι, 8. — Κατά την χθεσινήν συνεδρίασιν της Βουλής εσυνεχίσθη η συζήτησις επί των άρθρων του νομοσχεδίου. Ο αρμόδιος υπουργός εξήγησε τας βασικάς διατάξεις και απήντησεν εις τας παρατηρήσεις των βουλευτών. Η επιτροπή ενέκρινε τας τροπολογίας, ενώ αι εργασίαι θα συνεχισθούν αύριον. Κατά τας πληροφορίας, η κυβέρνησις προτίθεται να προωθήση ταχέως τα σχετικά μέτρα δια την ανάπτυξιν της οικονομίας και την ενίσχυσιν των επαγγελματιών της υπαίθρου.: [763, 1257, 903, 1373]
- article-text: Αθήναι, 8. — Κατά την χθεσινήν συνεδρίασιν της Βουλής εσυνεχίσθη η συζήτησις επί των άρθρων του νομοσχεδίου. Ο αρμόδιος υπουργός εξήγησε τας βασικάς διατάξεις και απήντησεν εις τας παρατηρήσεις των βουλευτών. Η επιτροπή ενέκρινε τας τροπολογίας, ενώ αι εργασίαι θα συνεχισθούν αύριον. Κατά τας πληροφορίας, η κυβέρνησις προτίθεται να προωθήση ταχέως τα σχετικά μέτρα δια την ανάπτυξιν της οικονομίας και την ενίσχυσιν των επαγγελματιών της υπαίθρου.: [5, 478, 149, 594]
- headline-press-committee: ΣΥΝΕΣΤΗΘΗ ΥΠΟ ΤΗΣ ΚΥΒΕΡΝΗΣΕΩΣ ΕΠΙΤΡΟΠΗ ΔΙΑ ΤΗΝ ΕΡΕΥΝΑΝ ΤΩΝ ΘΕΜΑΤΩΝ ΤΟΥ ΤΥΠΟΥ: [8, 2, 299, 44]
- article-text: Αθήναι, 8. — Κατά την χθεσινήν συνεδρίασιν της Βουλής εσυνεχίσθη η συζήτησις επί των άρθρων του νομοσχεδίου. Ο αρμόδιος υπουργός εξήγησε τας βασικάς διατάξεις και απήντησεν εις τας παρατηρήσεις των βουλευτών. Η επιτροπή ενέκρινε τας τροπολογίας, ενώ αι εργασίαι θα συνεχισθούν αύριον. Κατά τας πληροφορίας, η κυβέρνησις προτίθεται να προωθήση ταχέως τα σχετικά μέτρα δια την ανάπτυξιν της οικονομίας και την ενίσχυσιν των επαγγελματιών της υπαίθρου.: [5, 186, 149, 302]
- article-text: Αθήναι, 8. — Κατά την χθεσινήν συνεδρίασιν της Βουλής εσυνεχίσθη η συζήτησις επί των άρθρων του νομοσχεδίου. Ο αρμόδιος υπουργός εξήγησε τας βασικάς διατάξεις και απήντησεν εις τας παρατηρήσεις των βουλευτών. Η επιτροπή ενέκρινε τας τροπολογίας, ενώ αι εργασίαι θα συνεχισθούν αύριον. Κατά τας πληροφορίας, η κυβέρνησις προτίθεται να προωθήση ταχέως τα σχετικά μέτρα δια την ανάπτυξιν της οικονομίας και την ενίσχυσιν των επαγγελματιών της υπαίθρου.: [763, 1549, 903, 1666]
- article-text: Αθήναι, 8. — Κατά την χθεσινήν συνεδρίασιν της Βουλής εσυνεχίσθη η συζήτησις επί των άρθρων του νομοσχεδίου. Ο αρμόδιος υπουργός εξήγησε τας βασικάς διατάξεις και απήντησεν εις τας παρατηρήσεις των βουλευτών. Η επιτροπή ενέκρινε τας τροπολογίας, ενώ αι εργασίαι θα συνεχισθούν αύριον. Κατά τας πληροφορίας, η κυβέρνησις προτίθεται να προωθήση ταχέως τα σχετικά μέτρα δια την ανάπτυξιν της οικονομίας και την ενίσχυσιν των επαγγελματιών της υπαίθρου.: [461, 199, 603, 315]
- headline-acquitted: ΗΘΩΘΗ ΠΑΜΨΗΦΕΙ: [784, 1807, 882, 1819]
- column-1: [3, 0, 304, 2181]
- rate-value: 244.00: [430, 322, 454, 330]
- headline-de-gaulle-tour: ΚΑΤΗΡΤΙΣΘΗ ΤΟ ΠΡΟΓΡΑΜΜΑ ΠΕΡΙΟΔΕΙΑΣ ΤΟΥ ΝΤΕ ΓΚΟΛ ΕΙΣ ΔΙΑΦΟΡΟΥΣ ΧΩΡΑΣ ΤΗΣ ΑΦΡΙΚΗΣ ΚΑΙ ΤΗΣ ΑΣΙΑΣ: [914, 1035, 1203, 1058]
- article-text: Αθήναι, 8. — Κατά την χθεσινήν συνεδρίασιν της Βουλής εσυνεχίσθη η συζήτησις επί των άρθρων του νομοσχεδίου. Ο αρμόδιος υπουργός εξήγησε τας βασικάς διατάξεις και απήντησεν εις τας παρατηρήσεις των βουλευτών. Η επιτροπή ενέκρινε τας τροπολογίας, ενώ αι εργασίαι θα συνεχισθούν αύριον. Κατά τας πληροφορίας, η κυβέρνησις προτίθεται να προωθήση ταχέως τα σχετικά μέτρα δια την ανάπτυξιν της οικονομίας και την ενίσχυσιν των επαγγελματιών της υπαίθρου.: [610, 1043, 749, 1160]
- section-label: ΕΠΙΣΤΟΛΑΙ: [664, 557, 700, 566]
- article-text: Αθήναι, 8. — Κατά την χθεσινήν συνεδρίασιν της Βουλής εσυνεχίσθη η συζήτησις επί των άρθρων του νομοσχεδίου. Ο αρμόδιος υπουργός εξήγησε τας βασικάς διατάξεις και απήντησεν εις τας παρατηρήσεις των βουλευτών. Η επιτροπή ενέκρινε τας τροπολογίας, ενώ αι εργασίαι θα συνεχισθούν αύριον. Κατά τας πληροφορίας, η κυβέρνησις προτίθεται να προωθήση ταχέως τα σχετικά μέτρα δια την ανάπτυξιν της οικονομίας και την ενίσχυσιν των επαγγελματιών της υπαίθρου.: [158, 67, 302, 183]
- article-text: Αθήναι, 8. — Κατά την χθεσινήν συνεδρίασιν της Βουλής εσυνεχίσθη η συζήτησις επί των άρθρων του νομοσχεδίου. Ο αρμόδιος υπουργός εξήγησε τας βασικάς διατάξεις και απήντησεν εις τας παρατηρήσεις των βουλευτών. Η επιτροπή ενέκρινε τας τροπολογίας, ενώ αι εργασίαι θα συνεχισθούν αύριον. Κατά τας πληροφορίας, η κυβέρνησις προτίθεται να προωθήση ταχέως τα σχετικά μέτρα δια την ανάπτυξιν της οικονομίας και την ενίσχυσιν των επαγγελματιών της υπαίθρου.: [5, 1080, 149, 1197]
- divider: [460, 821, 904, 823]
- headline-gold-prices: ΑΙ ΤΙΜΑΙ ΤΗΣ ΛΙΡΑΣ ΚΑΙ ΤΩΝ ΑΛΛΩΝ ΧΡΥΣΩΝ ΝΟΜΙΣΜΑΤΩΝ: [313, 159, 452, 192]
- article-text: Αθήναι, 8. — Κατά την χθεσινήν συνεδρίασιν της Βουλής εσυνεχίσθη η συζήτησις επί των άρθρων του νομοσχεδίου. Ο αρμόδιος υπουργός εξήγησε τας βασικάς διατάξεις και απήντησεν εις τας παρατηρήσεις των βουλευτών. Η επιτροπή ενέκρινε τας τροπολογίας, ενώ αι εργασίαι θα συνεχισθούν αύριον. Κατά τας πληροφορίας, η κυβέρνησις προτίθεται να προωθήση ταχέως τα σχετικά μέτρα δια την ανάπτυξιν της οικονομίας και την ενίσχυσιν των επαγγελματιών της υπαίθρου.: [1063, 1499, 1207, 1615]
- section-label: ΤΟ ΠΕΡΙ ΔΗΜΟΤΙΚΩΝ: [496, 687, 568, 696]
- column-rule: [306, 0, 307, 1808]
- article-text: Αθήναι, 8. — Κατά την χθεσινήν συνεδρίασιν της Βουλής εσυνεχίσθη η συζήτησις επί των άρθρων του νομοσχεδίου. Ο αρμόδιος υπουργός εξήγησε τας βασικάς διατάξεις και απήντησεν εις τας παρατηρήσεις των βουλευτών. Η επιτροπή ενέκρινε τας τροπολογίας, ενώ αι εργασίαι θα συνεχισθούν αύριον. Κατά τας πληροφορίας, η κυβέρνησις προτίθεται να προωθήση ταχέως τα σχετικά μέτρα δια την ανάπτυξιν της οικονομίας και την ενίσχυσιν των επαγγελματιών της υπαίθρου.: [763, 861, 903, 978]
- rate-row: [310, 331, 455, 340]
- article-text: Αθήναι, 8. — Κατά την χθεσινήν συνεδρίασιν της Βουλής εσυνεχίσθη η συζήτησις επί των άρθρων του νομοσχεδίου. Ο αρμόδιος υπουργός εξήγησε τας βασικάς διατάξεις και απήντησεν εις τας παρατηρήσεις των βουλευτών. Η επιτροπή ενέκρινε τας τροπολογίας, ενώ αι εργασίαι θα συνεχισθούν αύριον. Κατά τας πληροφορίας, η κυβέρνησις προτίθεται να προωθήση ταχέως τα σχετικά μέτρα δια την ανάπτυξιν της οικονομίας και την ενίσχυσιν των επαγγελματιών της υπαίθρου.: [312, 1582, 454, 1699]
- article-text: Αθήναι, 8. — Κατά την χθεσινήν συνεδρίασιν της Βουλής εσυνεχίσθη η συζήτησις επί των άρθρων του νομοσχεδίου. Ο αρμόδιος υπουργός εξήγησε τας βασικάς διατάξεις και απήντησεν εις τας παρατηρήσεις των βουλευτών. Η επιτροπή ενέκρινε τας τροπολογίας, ενώ αι εργασίαι θα συνεχισθούν αύριον. Κατά τας πληροφορίας, η κυβέρνησις προτίθεται να προωθήση ταχέως τα σχετικά μέτρα δια την ανάπτυξιν της οικονομίας και την ενίσχυσιν των επαγγελματιών της υπαίθρου.: [761, 329, 903, 445]
- article-text: Αθήναι, 8. — Κατά την χθεσινήν συνεδρίασιν της Βουλής εσυνεχίσθη η συζήτησις επί των άρθρων του νομοσχεδίου. Ο αρμόδιος υπουργός εξήγησε τας βασικάς διατάξεις και απήντησεν εις τας παρατηρήσεις των βουλευτών. Η επιτροπή ενέκρινε τας τροπολογίας, ενώ αι εργασίαι θα συνεχισθούν αύριον. Κατά τας πληροφορίας, η κυβέρνησις προτίθεται να προωθήση ταχέως τα σχετικά μέτρα δια την ανάπτυξιν της οικονομίας και την ενίσχυσιν των επαγγελματιών της υπαίθρου.: [312, 987, 454, 1104]
- article-text: Αθήναι, 8. — Κατά την χθεσινήν συνεδρίασιν της Βουλής εσυνεχίσθη η συζήτησις επί των άρθρων του νομοσχεδίου. Ο αρμόδιος υπουργός εξήγησε τας βασικάς διατάξεις και απήντησεν εις τας παρατηρήσεις των βουλευτών. Η επιτροπή ενέκρινε τας τροπολογίας, ενώ αι εργασίαι θα συνεχισθούν αύριον. Κατά τας πληροφορίας, η κυβέρνησις προτίθεται να προωθήση ταχέως τα σχετικά μέτρα δια την ανάπτυξιν της οικονομίας και την ενίσχυσιν των επαγγελματιών της υπαίθρου.: [158, 1489, 302, 1606]
- headline-cucumbers: ΕΡΡΥΘΜΙΣΘΗ ΤΟ ΘΕΜΑ ΤΗΣ ΤΙΜΗΣ ΤΩΝ ΑΓΓΟΥΡΙΩΝ ΤΩΝ ΠΡΟΟΡΙΖΟΜΕΝΩΝ ΔΙ' ΕΞΑΓΩΓΗΝ ΕΙΣ ΑΥΣΤΡΙΑΝ: [477, 1000, 734, 1042]
- subheadline-adoption: Ενεκρίθησαν και τα λοιπά άρθρα του νομοσχεδίου περί υιοθεσίας: [477, 141, 887, 197]
- article-text: Αθήναι, 8. — Κατά την χθεσινήν συνεδρίασιν της Βουλής εσυνεχίσθη η συζήτησις επί των άρθρων του νομοσχεδίου. Ο αρμόδιος υπουργός εξήγησε τας βασικάς διατάξεις και απήντησεν εις τας παρατηρήσεις των βουλευτών. Η επιτροπή ενέκρινε τας τροπολογίας, ενώ αι εργασίαι θα συνεχισθούν αύριον. Κατά τας πληροφορίας, η κυβέρνησις προτίθεται να προωθήση ταχέως τα σχετικά μέτρα δια την ανάπτυξιν της οικονομίας και την ενίσχυσιν των επαγγελματιών της υπαίθρου.: [158, 1370, 302, 1486]
- headline-pine-fire: ΤΕΡΑΣΤΙΑ ΠΥΡΚΑΓΙΑ ΕΙΣ ΠΕΥΚΟΔΑΣΟΣ ΤΗΣ ΔΟΚΡΙΔΟΣ: [321, 1257, 444, 1289]
- article-text: Αθήναι, 8. — Κατά την χθεσινήν συνεδρίασιν της Βουλής εσυνεχίσθη η συζήτησις επί των άρθρων του νομοσχεδίου. Ο αρμόδιος υπουργός εξήγησε τας βασικάς διατάξεις και απήντησεν εις τας παρατηρήσεις των βουλευτών. Η επιτροπή ενέκρινε τας τροπολογίας, ενώ αι εργασίαι θα συνεχισθούν αύριον. Κατά τας πληροφορίας, η κυβέρνησις προτίθεται να προωθήση ταχέως τα σχετικά μέτρα δια την ανάπτυξιν της οικονομίας και την ενίσχυσιν των επαγγελματιών της υπαίθρου.: [158, 961, 302, 1077]
- rate-name: Χαϊλε: [312, 386, 332, 394]
- headline-tobacco-pensioners: ΟΙ ΣΥΝΤΑΞΙΟΥΧΟΙ ΚΑΠΝΕΡΓΑΤΑΙ ΤΗΣ ΔΡΑΜΑΣ ΖΗΤΟΥΝ ΤΗΝ ΕΠΙΛΥΣΙΝ ΖΩΤΙΚΩΝ ΑΙΤΗΜΑΤΩΝ: [471, 1170, 740, 1212]
- article-text: Αθήναι, 8. — Κατά την χθεσινήν συνεδρίασιν της Βουλής εσυνεχίσθη η συζήτησις επί των άρθρων του νομοσχεδίου. Ο αρμόδιος υπουργός εξήγησε τας βασικάς διατάξεις και απήντησεν εις τας παρατηρήσεις των βουλευτών. Η επιτροπή ενέκρινε τας τροπολογίας, ενώ αι εργασίαι θα συνεχισθούν αύριον. Κατά τας πληροφορίας, η κυβέρνησις προτίθεται να προωθήση ταχέως τα σχετικά μέτρα δια την ανάπτυξιν της οικονομίας και την ενίσχυσιν των επαγγελματιών της υπαίθρου.: [5, 1370, 149, 1486]
- article-text: Αθήναι, 8. — Κατά την χθεσινήν συνεδρίασιν της Βουλής εσυνεχίσθη η συζήτησις επί των άρθρων του νομοσχεδίου. Ο αρμόδιος υπουργός εξήγησε τας βασικάς διατάξεις και απήντησεν εις τας παρατηρήσεις των βουλευτών. Η επιτροπή ενέκρινε τας τροπολογίας, ενώ αι εργασίαι θα συνεχισθούν αύριον. Κατά τας πληροφορίας, η κυβέρνησις προτίθεται να προωθήση ταχέως τα σχετικά μέτρα δια την ανάπτυξιν της οικονομίας και την ενίσχυσιν των επαγγελματιών της υπαίθρου.: [610, 1214, 749, 1330]
- article-text: Αθήναι, 8. — Κατά την χθεσινήν συνεδρίασιν της Βουλής εσυνεχίσθη η συζήτησις επί των άρθρων του νομοσχεδίου. Ο αρμόδιος υπουργός εξήγησε τας βασικάς διατάξεις και απήντησεν εις τας παρατηρήσεις των βουλευτών. Η επιτροπή ενέκρινε τας τροπολογίας, ενώ αι εργασίαι θα συνεχισθούν αύριον. Κατά τας πληροφορίας, η κυβέρνησις προτίθεται να προωθήση ταχέως τα σχετικά μέτρα δια την ανάπτυξιν της οικονομίας και την ενίσχυσιν των επαγγελματιών της υπαίθρου.: [158, 1200, 302, 1316]
- article-text: Αθήναι, 8. — Κατά την χθεσινήν συνεδρίασιν της Βουλής εσυνεχίσθη η συζήτησις επί των άρθρων του νομοσχεδίου. Ο αρμόδιος υπουργός εξήγησε τας βασικάς διατάξεις και απήντησεν εις τας παρατηρήσεις των βουλευτών. Η επιτροπή ενέκρινε τας τροπολογίας, ενώ αι εργασίαι θα συνεχισθούν αύριον. Κατά τας πληροφορίας, η κυβέρνησις προτίθεται να προωθήση ταχέως τα σχετικά μέτρα δια την ανάπτυξιν της οικονομίας και την ενίσχυσιν των επαγγελματιών της υπαίθρου.: [911, 1209, 1054, 1325]
- rate-row: [310, 349, 455, 358]
- headline-measures-check: Ο ΕΤΗΣΙΟΣ ΕΛΕΓΧΟΣ ΜΕΤΡΩΝ ΚΑΙ ΣΤΑΘΜΩΝ: [324, 2144, 441, 2166]
- article-text: Αθήναι, 8. — Κατά την χθεσινήν συνεδρίασιν της Βουλής εσυνεχίσθη η συζήτησις επί των άρθρων του νομοσχεδίου. Ο αρμόδιος υπουργός εξήγησε τας βασικάς διατάξεις και απήντησεν εις τας παρατηρήσεις των βουλευτών. Η επιτροπή ενέκρινε τας τροπολογίας, ενώ αι εργασίαι θα συνεχισθούν αύριον. Κατά τας πληροφορίας, η κυβέρνησις προτίθεται να προωθήση ταχέως τα σχετικά μέτρα δια την ανάπτυξιν της οικονομίας και την ενίσχυσιν των επαγγελματιών της υπαίθρου.: [911, 1401, 1054, 1517]
- column-3: [460, 0, 904, 2073]
- article-text: Αθήναι, 8. — Κατά την χθεσινήν συνεδρίασιν της Βουλής εσυνεχίσθη η συζήτησις επί των άρθρων του νομοσχεδίου. Ο αρμόδιος υπουργός εξήγησε τας βασικάς διατάξεις και απήντησεν εις τας παρατηρήσεις των βουλευτών. Η επιτροπή ενέκρινε τας τροπολογίας, ενώ αι εργασίαι θα συνεχισθούν αύριον. Κατά τας πληροφορίας, η κυβέρνησις προτίθεται να προωθήση ταχέως τα σχετικά μέτρα δια την ανάπτυξιν της οικονομίας και την ενίσχυσιν των επαγγελματιών της υπαίθρου.: [763, 981, 903, 1097]
- article-text: Αθήναι, 8. — Κατά την χθεσινήν συνεδρίασιν της Βουλής εσυνεχίσθη η συζήτησις επί των άρθρων του νομοσχεδίου. Ο αρμόδιος υπουργός εξήγησε τας βασικάς διατάξεις και απήντησεν εις τας παρατηρήσεις των βουλευτών. Η επιτροπή ενέκρινε τας τροπολογίας, ενώ αι εργασίαι θα συνεχισθούν αύριον. Κατά τας πληροφορίας, η κυβέρνησις προτίθεται να προωθήση ταχέως τα σχετικά μέτρα δια την ανάπτυξιν της οικονομίας και την ενίσχυσιν των επαγγελματιών της υπαίθρου.: [1063, 1369, 1207, 1485]
- headline-municipal-bill: ΕΨΗΦΙΣΘΗ ΚΑΤ' ΑΡΧΗΝ ΤΟ ΝΟΜΟΣΧΕΔΙΟΝ ΔΗΜΟΤΙΚΩΝ ΚΑΙ ΚΟΙΝΟΤΙΚΩΝ ΥΠΑΛΛΗΛΩΝ: [498, 9, 866, 82]
- page-number-logo: Σελίς 7: [909, 3, 1208, 36]
- article-text: Αθήναι, 8. — Κατά την χθεσινήν συνεδρίασιν της Βουλής εσυνεχίσθη η συζήτησις επί των άρθρων του νομοσχεδίου. Ο αρμόδιος υπουργός εξήγησε τας βασικάς διατάξεις και απήντησεν εις τας παρατηρήσεις των βουλευτών. Η επιτροπή ενέκρινε τας τροπολογίας, ενώ αι εργασίαι θα συνεχισθούν αύριον. Κατά τας πληροφορίας, η κυβέρνησις προτίθεται να προωθήση ταχέως τα σχετικά μέτρα δια την ανάπτυξιν της οικονομίας και την ενίσχυσιν των επαγγελματιών της υπαίθρου.: [158, 491, 302, 608]
- gold-price-table: [310, 313, 455, 395]
- divider: [909, 1032, 1208, 1034]
- rate-row: [310, 322, 455, 331]
- headline-beer-density: ΤΟ ΥΠΟΥΡΓΕΙΟΝ ΕΜΠΟΡΙΟΥ ΟΥΔΕΜΙΑΝ ΕΧΕΙ ΑΝΑΜΕΙΞΙΝ ΕΠΙ ΤΗΣ ΠΥΚΝΟΤΗΤΟΣ ΤΟΥ ΠΑΡΑΓΟΜΕΝΟΥ ΖΥΘΟΥ: [10, 1616, 297, 1658]
- column-4: [909, 0, 1208, 1808]
- article-text: Αθήναι, 8. — Κατά την χθεσινήν συνεδρίασιν της Βουλής εσυνεχίσθη η συζήτησις επί των άρθρων του νομοσχεδίου. Ο αρμόδιος υπουργός εξήγησε τας βασικάς διατάξεις και απήντησεν εις τας παρατηρήσεις των βουλευτών. Η επιτροπή ενέκρινε τας τροπολογίας, ενώ αι εργασίαι θα συνεχισθούν αύριον. Κατά τας πληροφορίας, η κυβέρνησις προτίθεται να προωθήση ταχέως τα σχετικά μέτρα δια την ανάπτυξιν της οικονομίας και την ενίσχυσιν των επαγγελματιών της υπαίθρου.: [761, 199, 903, 315]
- article-text: Αθήναι, 8. — Κατά την χθεσινήν συνεδρίασιν της Βουλής εσυνεχίσθη η συζήτησις επί των άρθρων του νομοσχεδίου. Ο αρμόδιος υπουργός εξήγησε τας βασικάς διατάξεις και απήντησεν εις τας παρατηρήσεις των βουλευτών. Η επιτροπή ενέκρινε τας τροπολογίας, ενώ αι εργασίαι θα συνεχισθούν αύριον. Κατά τας πληροφορίας, η κυβέρνησις προτίθεται να προωθήση ταχέως τα σχετικά μέτρα δια την ανάπτυξιν της οικονομίας και την ενίσχυσιν των επαγγελματιών της υπαίθρου.: [312, 2460, 454, 2576]
- article-text: Αθήναι, 8. — Κατά την χθεσινήν συνεδρίασιν της Βουλής εσυνεχίσθη η συζήτησις επί των άρθρων του νομοσχεδίου. Ο αρμόδιος υπουργός εξήγησε τας βασικάς διατάξεις και απήντησεν εις τας παρατηρήσεις των βουλευτών. Η επιτροπή ενέκρινε τας τροπολογίας, ενώ αι εργασίαι θα συνεχισθούν αύριον. Κατά τας πληροφορίας, η κυβέρνησις προτίθεται να προωθήση ταχέως τα σχετικά μέτρα δια την ανάπτυξιν της οικονομίας και την ενίσχυσιν των επαγγελματιών της υπαίθρου.: [911, 199, 1054, 315]
- divider: [3, 745, 304, 746]
- lead-story-box: [460, 3, 904, 88]
- article-text: Αθήναι, 8. — Κατά την χθεσινήν συνεδρίασιν της Βουλής εσυνεχίσθη η συζήτησις επί των άρθρων του νομοσχεδίου. Ο αρμόδιος υπουργός εξήγησε τας βασικάς διατάξεις και απήντησεν εις τας παρατηρήσεις των βουλευτών. Η επιτροπή ενέκρινε τας τροπολογίας, ενώ αι εργασίαι θα συνεχισθούν αύριον. Κατά τας πληροφορίας, η κυβέρνησις προτίθεται να προωθήση ταχέως τα σχετικά μέτρα δια την ανάπτυξιν της οικονομίας και την ενίσχυσιν των επαγγελματιών της υπαίθρου.: [461, 1383, 601, 1499]
- article-text: Αθήναι, 8. — Κατά την χθεσινήν συνεδρίασιν της Βουλής εσυνεχίσθη η συζήτησις επί των άρθρων του νομοσχεδίου. Ο αρμόδιος υπουργός εξήγησε τας βασικάς διατάξεις και απήντησεν εις τας παρατηρήσεις των βουλευτών. Η επιτροπή ενέκρινε τας τροπολογίας, ενώ αι εργασίαι θα συνεχισθούν αύριον. Κατά τας πληροφορίας, η κυβέρνησις προτίθεται να προωθήση ταχέως τα σχετικά μέτρα δια την ανάπτυξιν της οικονομίας και την ενίσχυσιν των επαγγελματιών της υπαίθρου.: [5, 1935, 149, 2051]
- article-text: Αθήναι, 8. — Κατά την χθεσινήν συνεδρίασιν της Βουλής εσυνεχίσθη η συζήτησις επί των άρθρων του νομοσχεδίου. Ο αρμόδιος υπουργός εξήγησε τας βασικάς διατάξεις και απήντησεν εις τας παρατηρήσεις των βουλευτών. Η επιτροπή ενέκρινε τας τροπολογίας, ενώ αι εργασίαι θα συνεχισθούν αύριον. Κατά τας πληροφορίας, η κυβέρνησις προτίθεται να προωθήση ταχέως τα σχετικά μέτρα δια την ανάπτυξιν της οικονομίας και την ενίσχυσιν των επαγγελματιών της υπαίθρου.: [312, 409, 454, 525]
- article-text: Αθήναι, 8. — Κατά την χθεσινήν συνεδρίασιν της Βουλής εσυνεχίσθη η συζήτησις επί των άρθρων του νομοσχεδίου. Ο αρμόδιος υπουργός εξήγησε τας βασικάς διατάξεις και απήντησεν εις τας παρατηρήσεις των βουλευτών. Η επιτροπή ενέκρινε τας τροπολογίας, ενώ αι εργασίαι θα συνεχισθούν αύριον. Κατά τας πληροφορίας, η κυβέρνησις προτίθεται να προωθήση ταχέως τα σχετικά μέτρα δια την ανάπτυξιν της οικονομίας και την ενίσχυσιν των επαγγελματιών της υπαίθρου.: [5, 1489, 149, 1606]
- headline-farmer-killed: ΕΦΟΝΕΥΘΗ ΑΓΡΟΤΗΣ ΠΑΡΑ ΤΗΝ ΚΑΤΕΡΙΝΗΝ ΣΥΝΕΠΕΙΑ ΠΤΩΣΕΩΣ ΤΟΥ ΕΞ ΑΥΤΟΚΙΝΗΤΟΥ: [8, 432, 299, 460]
- divider: [909, 752, 1208, 753]
- article-text: Αθήναι, 8. — Κατά την χθεσινήν συνεδρίασιν της Βουλής εσυνεχίσθη η συζήτησις επί των άρθρων του νομοσχεδίου. Ο αρμόδιος υπουργός εξήγησε τας βασικάς διατάξεις και απήντησεν εις τας παρατηρήσεις των βουλευτών. Η επιτροπή ενέκρινε τας τροπολογίας, ενώ αι εργασίαι θα συνεχισθούν αύριον. Κατά τας πληροφορίας, η κυβέρνησις προτίθεται να προωθήση ταχέως τα σχετικά μέτρα δια την ανάπτυξιν της οικονομίας και την ενίσχυσιν των επαγγελματιών της υπαίθρου.: [5, 597, 149, 714]
- article-text: Αθήναι, 8. — Κατά την χθεσινήν συνεδρίασιν της Βουλής εσυνεχίσθη η συζήτησις επί των άρθρων του νομοσχεδίου. Ο αρμόδιος υπουργός εξήγησε τας βασικάς διατάξεις και απήντησεν εις τας παρατηρήσεις των βουλευτών. Η επιτροπή ενέκρινε τας τροπολογίας, ενώ αι εργασίαι θα συνεχισθούν αύριον. Κατά τας πληροφορίας, η κυβέρνησις προτίθεται να προωθήση ταχέως τα σχετικά μέτρα δια την ανάπτυξιν της οικονομίας και την ενίσχυσιν των επαγγελματιών της υπαίθρου.: [1063, 209, 1207, 326]
- article-text: Αθήναι, 8. — Κατά την χθεσινήν συνεδρίασιν της Βουλής εσυνεχίσθη η συζήτησις επί των άρθρων του νομοσχεδίου. Ο αρμόδιος υπουργός εξήγησε τας βασικάς διατάξεις και απήντησεν εις τας παρατηρήσεις των βουλευτών. Η επιτροπή ενέκρινε τας τροπολογίας, ενώ αι εργασίαι θα συνεχισθούν αύριον. Κατά τας πληροφορίας, η κυβέρνησις προτίθεται να προωθήση ταχέως τα σχετικά μέτρα δια την ανάπτυξιν της οικονομίας και την ενίσχυσιν των επαγγελματιών της υπαίθρου.: [5, 792, 149, 908]
- headline-fires-attica: ΠΡΟΚΛΗΘΕΙΣΑΙ ΠΥΡΚΑΓΙΑΙ ΕΙΣ ΤΗΝ ΑΤΤΙΚΗΝ ΗΠΕΙΡΩΣΑΝ ΜΕΓΑΛΑΣ ΔΑΣΙΚΑΣ ΕΚΤΑΣΕΙΣ: [9, 1905, 298, 1933]
- divider: [909, 1331, 1208, 1333]
- section-label: Η ΕΚΦΟΡΑ: [1117, 199, 1153, 207]
- divider: [909, 53, 1208, 54]
- article-text: Αθήναι, 8. — Κατά την χθεσινήν συνεδρίασιν της Βουλής εσυνεχίσθη η συζήτησις επί των άρθρων του νομοσχεδίου. Ο αρμόδιος υπουργός εξήγησε τας βασικάς διατάξεις και απήντησεν εις τας παρατηρήσεις των βουλευτών. Η επιτροπή ενέκρινε τας τροπολογίας, ενώ αι εργασίαι θα συνεχισθούν αύριον. Κατά τας πληροφορίας, η κυβέρνησις προτίθεται να προωθήση ταχέως τα σχετικά μέτρα δια την ανάπτυξιν της οικονομίας και την ενίσχυσιν των επαγγελματιών της υπαίθρου.: [1063, 479, 1207, 596]
- divider: [460, 1506, 751, 1508]
- rate-row: [310, 377, 455, 386]
- divider: [460, 1167, 751, 1168]
- article-text: Αθήναι, 8. — Κατά την χθεσινήν συνεδρίασιν της Βουλής εσυνεχίσθη η συζήτησις επί των άρθρων του νομοσχεδίου. Ο αρμόδιος υπουργός εξήγησε τας βασικάς διατάξεις και απήντησεν εις τας παρατηρήσεις των βουλευτών. Η επιτροπή ενέκρινε τας τροπολογίας, ενώ αι εργασίαι θα συνεχισθούν αύριον. Κατά τας πληροφορίας, η κυβέρνησις προτίθεται να προωθήση ταχέως τα σχετικά μέτρα δια την ανάπτυξιν της οικονομίας και την ενίσχυσιν των επαγγελματιών της υπαίθρου.: [158, 2054, 302, 2171]
- section-label: ΕΙΣ ΤΑΣ ΑΘΗΝΑΣ: [355, 398, 411, 407]
- headline-us-air-strike: ΔΙΕΚΟΠΗΣΑΝ ΛΟΓΩ ΤΗΣ ΑΠΕΡΓΙΑΣ ΤΩΝ ΜΗΧΑΝΙΚΩΝ ΑΙ ΑΕΡΟΠΟΡΙΚΑΙ ΣΥΓΚΟΙΝΩΝΙΑΙ ΕΙΣ ΗΝΩΜ. ΠΟΛΙΤΕΙΑΣ: [921, 755, 1196, 778]
- arrow-icon: ►►►►: [909, 1382, 951, 1402]
- headline-insulted-gendarme: ΕΥΒΡΙΣΕ ΧΩΡΟΦΥΛΑΚΑ: [774, 1943, 892, 1955]
- article-text: Αθήναι, 8. — Κατά την χθεσινήν συνεδρίασιν της Βουλής εσυνεχίσθη η συζήτησις επί των άρθρων του νομοσχεδίου. Ο αρμόδιος υπουργός εξήγησε τας βασικάς διατάξεις και απήντησεν εις τας παρατηρήσεις των βουλευτών. Η επιτροπή ενέκρινε τας τροπολογίας, ενώ αι εργασίαι θα συνεχισθούν αύριον. Κατά τας πληροφορίας, η κυβέρνησις προτίθεται να προωθήση ταχέως τα σχετικά μέτρα δια την ανάπτυξιν της οικονομίας και την ενίσχυσιν των επαγγελματιών της υπαίθρου.: [312, 1134, 454, 1251]
- article-text: Αθήναι, 8. — Κατά την χθεσινήν συνεδρίασιν της Βουλής εσυνεχίσθη η συζήτησις επί των άρθρων του νομοσχεδίου. Ο αρμόδιος υπουργός εξήγησε τας βασικάς διατάξεις και απήντησεν εις τας παρατηρήσεις των βουλευτών. Η επιτροπή ενέκρινε τας τροπολογίας, ενώ αι εργασίαι θα συνεχισθούν αύριον. Κατά τας πληροφορίας, η κυβέρνησις προτίθεται να προωθήση ταχέως τα σχετικά μέτρα δια την ανάπτυξιν της οικονομίας και την ενίσχυσιν των επαγγελματιών της υπαίθρου.: [461, 318, 603, 435]
- headline-supreme-council: ΣΥΝΗΛΘΕ ΤΟ ΑΝΩΤΑΤΟΝ ΣΥΜΒΟΥΛΙΟΝ ΛΑΡΝΗΣ: [321, 1559, 445, 1582]
- article-text: Αθήναι, 8. — Κατά την χθεσινήν συνεδρίασιν της Βουλής εσυνεχίσθη η συζήτησις επί των άρθρων του νομοσχεδίου. Ο αρμόδιος υπουργός εξήγησε τας βασικάς διατάξεις και απήντησεν εις τας παρατηρήσεις των βουλευτών. Η επιτροπή ενέκρινε τας τροπολογίας, ενώ αι εργασίαι θα συνεχισθούν αύριον. Κατά τας πληροφορίας, η κυβέρνησις προτίθεται να προωθήση ταχέως τα σχετικά μέτρα δια την ανάπτυξιν της οικονομίας και την ενίσχυσιν των επαγγελματιών της υπαίθρου.: [763, 1685, 903, 1801]
- article-text: Αθήναι, 8. — Κατά την χθεσινήν συνεδρίασιν της Βουλής εσυνεχίσθη η συζήτησις επί των άρθρων του νομοσχεδίου. Ο αρμόδιος υπουργός εξήγησε τας βασικάς διατάξεις και απήντησεν εις τας παρατηρήσεις των βουλευτών. Η επιτροπή ενέκρινε τας τροπολογίας, ενώ αι εργασίαι θα συνεχισθούν αύριον. Κατά τας πληροφορίας, η κυβέρνησις προτίθεται να προωθήση ταχέως τα σχετικά μέτρα δια την ανάπτυξιν της οικονομίας και την ενίσχυσιν των επαγγελματιών της υπαίθρου.: [611, 687, 753, 804]
- divider: [762, 1940, 904, 1941]
- article-press-committee: [3, 67, 304, 186]
- headline-bus-strikes: ΕΠΑΝΕΛΗΦΘΗΣΑΝ ΑΙ ΣΤΑΣΕΙΣ ΕΡΓΑΣΙΑΣ ΤΩΝ ΠΡΟΣΩΠΙΚΟΥ ΛΕΩΦΟΡΕΙΩΝ ΑΘΗΝΑΣ: [460, 827, 751, 856]
- divider: [3, 1902, 304, 1903]
- divider: [310, 1556, 455, 1557]
- article-text: Αθήναι, 8. — Κατά την χθεσινήν συνεδρίασιν της Βουλής εσυνεχίσθη η συζήτησις επί των άρθρων του νομοσχεδίου. Ο αρμόδιος υπουργός εξήγησε τας βασικάς διατάξεις και απήντησεν εις τας παρατηρήσεις των βουλευτών. Η επιτροπή ενέκρινε τας τροπολογίας, ενώ αι εργασίαι θα συνεχισθούν αύριον. Κατά τας πληροφορίας, η κυβέρνησις προτίθεται να προωθήση ταχέως τα σχετικά μέτρα δια την ανάπτυξιν της οικονομίας και την ενίσχυσιν των επαγγελματιών της υπαίθρου.: [312, 193, 454, 309]
- article-text: Αθήναι, 8. — Κατά την χθεσινήν συνεδρίασιν της Βουλής εσυνεχίσθη η συζήτησις επί των άρθρων του νομοσχεδίου. Ο αρμόδιος υπουργός εξήγησε τας βασικάς διατάξεις και απήντησεν εις τας παρατηρήσεις των βουλευτών. Η επιτροπή ενέκρινε τας τροπολογίας, ενώ αι εργασίαι θα συνεχισθούν αύριον. Κατά τας πληροφορίας, η κυβέρνησις προτίθεται να προωθήση ταχέως τα σχετικά μέτρα δια την ανάπτυξιν της οικονομίας και την ενίσχυσιν των επαγγελματιών της υπαίθρου.: [461, 698, 603, 814]
- rate-row: [310, 367, 455, 377]
- article-text: Αθήναι, 8. — Κατά την χθεσινήν συνεδρίασιν της Βουλής εσυνεχίσθη η συζήτησις επί των άρθρων του νομοσχεδίου. Ο αρμόδιος υπουργός εξήγησε τας βασικάς διατάξεις και απήντησεν εις τας παρατηρήσεις των βουλευτών. Η επιτροπή ενέκρινε τας τροπολογίας, ενώ αι εργασίαι θα συνεχισθούν αύριον. Κατά τας πληροφορίας, η κυβέρνησις προτίθεται να προωθήση ταχέως τα σχετικά μέτρα δια την ανάπτυξιν της οικονομίας και την ενίσχυσιν των επαγγελματιών της υπαίθρου.: [911, 1059, 1054, 1176]
- article-text: Αθήναι, 8. — Κατά την χθεσινήν συνεδρίασιν της Βουλής εσυνεχίσθη η συζήτησις επί των άρθρων του νομοσχεδίου. Ο αρμόδιος υπουργός εξήγησε τας βασικάς διατάξεις και απήντησεν εις τας παρατηρήσεις των βουλευτών. Η επιτροπή ενέκρινε τας τροπολογίας, ενώ αι εργασίαι θα συνεχισθούν αύριον. Κατά τας πληροφορίας, η κυβέρνησις προτίθεται να προωθήση ταχέως τα σχετικά μέτρα δια την ανάπτυξιν της οικονομίας και την ενίσχυσιν των επαγγελματιών της υπαίθρου.: [158, 1080, 302, 1197]
- headline-cotton-seminar: ΛΕΙΤΟΥΡΓΙΑ ΣΕΜΙΝΑΡΙΟΥ ΕΙΣ ΤΗΝ ΛΑΡΙΣΑΝ ΔΙΑ ΤΗΝ ΕΚΠΑΙΔΕΥΣΙΝ ΣΥΛΛΟΓΗΣ ΒΑΜΒΑΚΟΣ: [467, 1340, 744, 1382]
- rate-value: 243.00: [430, 358, 454, 367]
- article-text: Αθήναι, 8. — Κατά την χθεσινήν συνεδρίασιν της Βουλής εσυνεχίσθη η συζήτησις επί των άρθρων του νομοσχεδίου. Ο αρμόδιος υπουργός εξήγησε τας βασικάς διατάξεις και απήντησεν εις τας παρατηρήσεις των βουλευτών. Η επιτροπή ενέκρινε τας τροπολογίας, ενώ αι εργασίαι θα συνεχισθούν αύριον. Κατά τας πληροφορίας, η κυβέρνησις προτίθεται να προωθήση ταχέως τα σχετικά μέτρα δια την ανάπτυξιν της οικονομίας και την ενίσχυσιν των επαγγελματιών της υπαίθρου.: [158, 186, 302, 302]
- divider: [310, 1410, 455, 1411]
- rate-row: [310, 358, 455, 367]
- article-text: Αθήναι, 8. — Κατά την χθεσινήν συνεδρίασιν της Βουλής εσυνεχίσθη η συζήτησις επί των άρθρων του νομοσχεδίου. Ο αρμόδιος υπουργός εξήγησε τας βασικάς διατάξεις και απήντησεν εις τας παρατηρήσεις των βουλευτών. Η επιτροπή ενέκρινε τας τροπολογίας, ενώ αι εργασίαι θα συνεχισθούν αύριον. Κατά τας πληροφορίας, η κυβέρνησις προτίθεται να προωθήση ταχέως τα σχετικά μέτρα δια την ανάπτυξιν της οικονομίας και την ενίσχυσιν των επαγγελματιών της υπαίθρου.: [763, 1137, 903, 1254]
- rate-name: Ιταλικόν: [312, 367, 343, 376]
- article-text: Αθήναι, 8. — Κατά την χθεσινήν συνεδρίασιν της Βουλής εσυνεχίσθη η συζήτησις επί των άρθρων του νομοσχεδίου. Ο αρμόδιος υπουργός εξήγησε τας βασικάς διατάξεις και απήντησεν εις τας παρατηρήσεις των βουλευτών. Η επιτροπή ενέκρινε τας τροπολογίας, ενώ αι εργασίαι θα συνεχισθούν αύριον. Κατά τας πληροφορίας, η κυβέρνησις προτίθεται να προωθήση ταχέως τα σχετικά μέτρα δια την ανάπτυξιν της οικονομίας και την ενίσχυσιν των επαγγελματιών της υπαίθρου.: [911, 479, 1054, 596]
- article-text: Αθήναι, 8. — Κατά την χθεσινήν συνεδρίασιν της Βουλής εσυνεχίσθη η συζήτησις επί των άρθρων του νομοσχεδίου. Ο αρμόδιος υπουργός εξήγησε τας βασικάς διατάξεις και απήντησεν εις τας παρατηρήσεις των βουλευτών. Η επιτροπή ενέκρινε τας τροπολογίας, ενώ αι εργασίαι θα συνεχισθούν αύριον. Κατά τας πληροφορίας, η κυβέρνησις προτίθεται να προωθήση ταχέως τα σχετικά μέτρα δια την ανάπτυξιν της οικονομίας και την ενίσχυσιν των επαγγελματιών της υπαίθρου.: [312, 1437, 454, 1553]
- divider: [310, 2141, 455, 2142]
- divider: [3, 428, 304, 429]
- rate-name: Ελλην. κ. κοινόν: [312, 358, 370, 367]
- rate-name: Ρωσικόν: [312, 377, 342, 385]
- article-text: Αθήναι, 8. — Κατά την χθεσινήν συνεδρίασιν της Βουλής εσυνεχίσθη η συζήτησις επί των άρθρων του νομοσχεδίου. Ο αρμόδιος υπουργός εξήγησε τας βασικάς διατάξεις και απήντησεν εις τας παρατηρήσεις των βουλευτών. Η επιτροπή ενέκρινε τας τροπολογίας, ενώ αι εργασίαι θα συνεχισθούν αύριον. Κατά τας πληροφορίας, η κυβέρνησις προτίθεται να προωθήση ταχέως τα σχετικά μέτρα δια την ανάπτυξιν της οικονομίας και την ενίσχυσιν των επαγγελματιών της υπαίθρου.: [611, 568, 753, 684]
- article-text: Αθήναι, 8. — Κατά την χθεσινήν συνεδρίασιν της Βουλής εσυνεχίσθη η συζήτησις επί των άρθρων του νομοσχεδίου. Ο αρμόδιος υπουργός εξήγησε τας βασικάς διατάξεις και απήντησεν εις τας παρατηρήσεις των βουλευτών. Η επιτροπή ενέκρινε τας τροπολογίας, ενώ αι εργασίαι θα συνεχισθούν αύριον. Κατά τας πληροφορίας, η κυβέρνησις προτίθεται να προωθήση ταχέως τα σχετικά μέτρα δια την ανάπτυξιν της οικονομίας και την ενίσχυσιν των επαγγελματιών της υπαίθρου.: [461, 1526, 601, 1642]
- column-2: [310, 0, 455, 2576]
- headline-postal-schools: Ο ΑΡΙΘΜΟΣ ΤΩΝ ΕΚΔΟΤΕΝ ΕΙΣ ΤΑΧΥΔΡΟΜΙΚΑΣ ΣΧΟΛΑΣ: [762, 1525, 904, 1548]
- subhead-differences-usa: ΡΙΖΙΚΑΙ ΑΙ ΔΙΑΦΟΡΑΙ ΤΟΥ ΜΕ ΤΟΝ ΟΥ-Ι-ΑΣΩΝ: [915, 1352, 1202, 1367]
- article-text: Αθήναι, 8. — Κατά την χθεσινήν συνεδρίασιν της Βουλής εσυνεχίσθη η συζήτησις επί των άρθρων του νομοσχεδίου. Ο αρμόδιος υπουργός εξήγησε τας βασικάς διατάξεις και απήντησεν εις τας παρατηρήσεις των βουλευτών. Η επιτροπή ενέκρινε τας τροπολογίας, ενώ αι εργασίαι θα συνεχισθούν αύριον. Κατά τας πληροφορίας, η κυβέρνησις προτίθεται να προωθήση ταχέως τα σχετικά μέτρα δια την ανάπτυξιν της οικονομίας και την ενίσχυσιν των επαγγελματιών της υπαίθρου.: [5, 1200, 149, 1316]
